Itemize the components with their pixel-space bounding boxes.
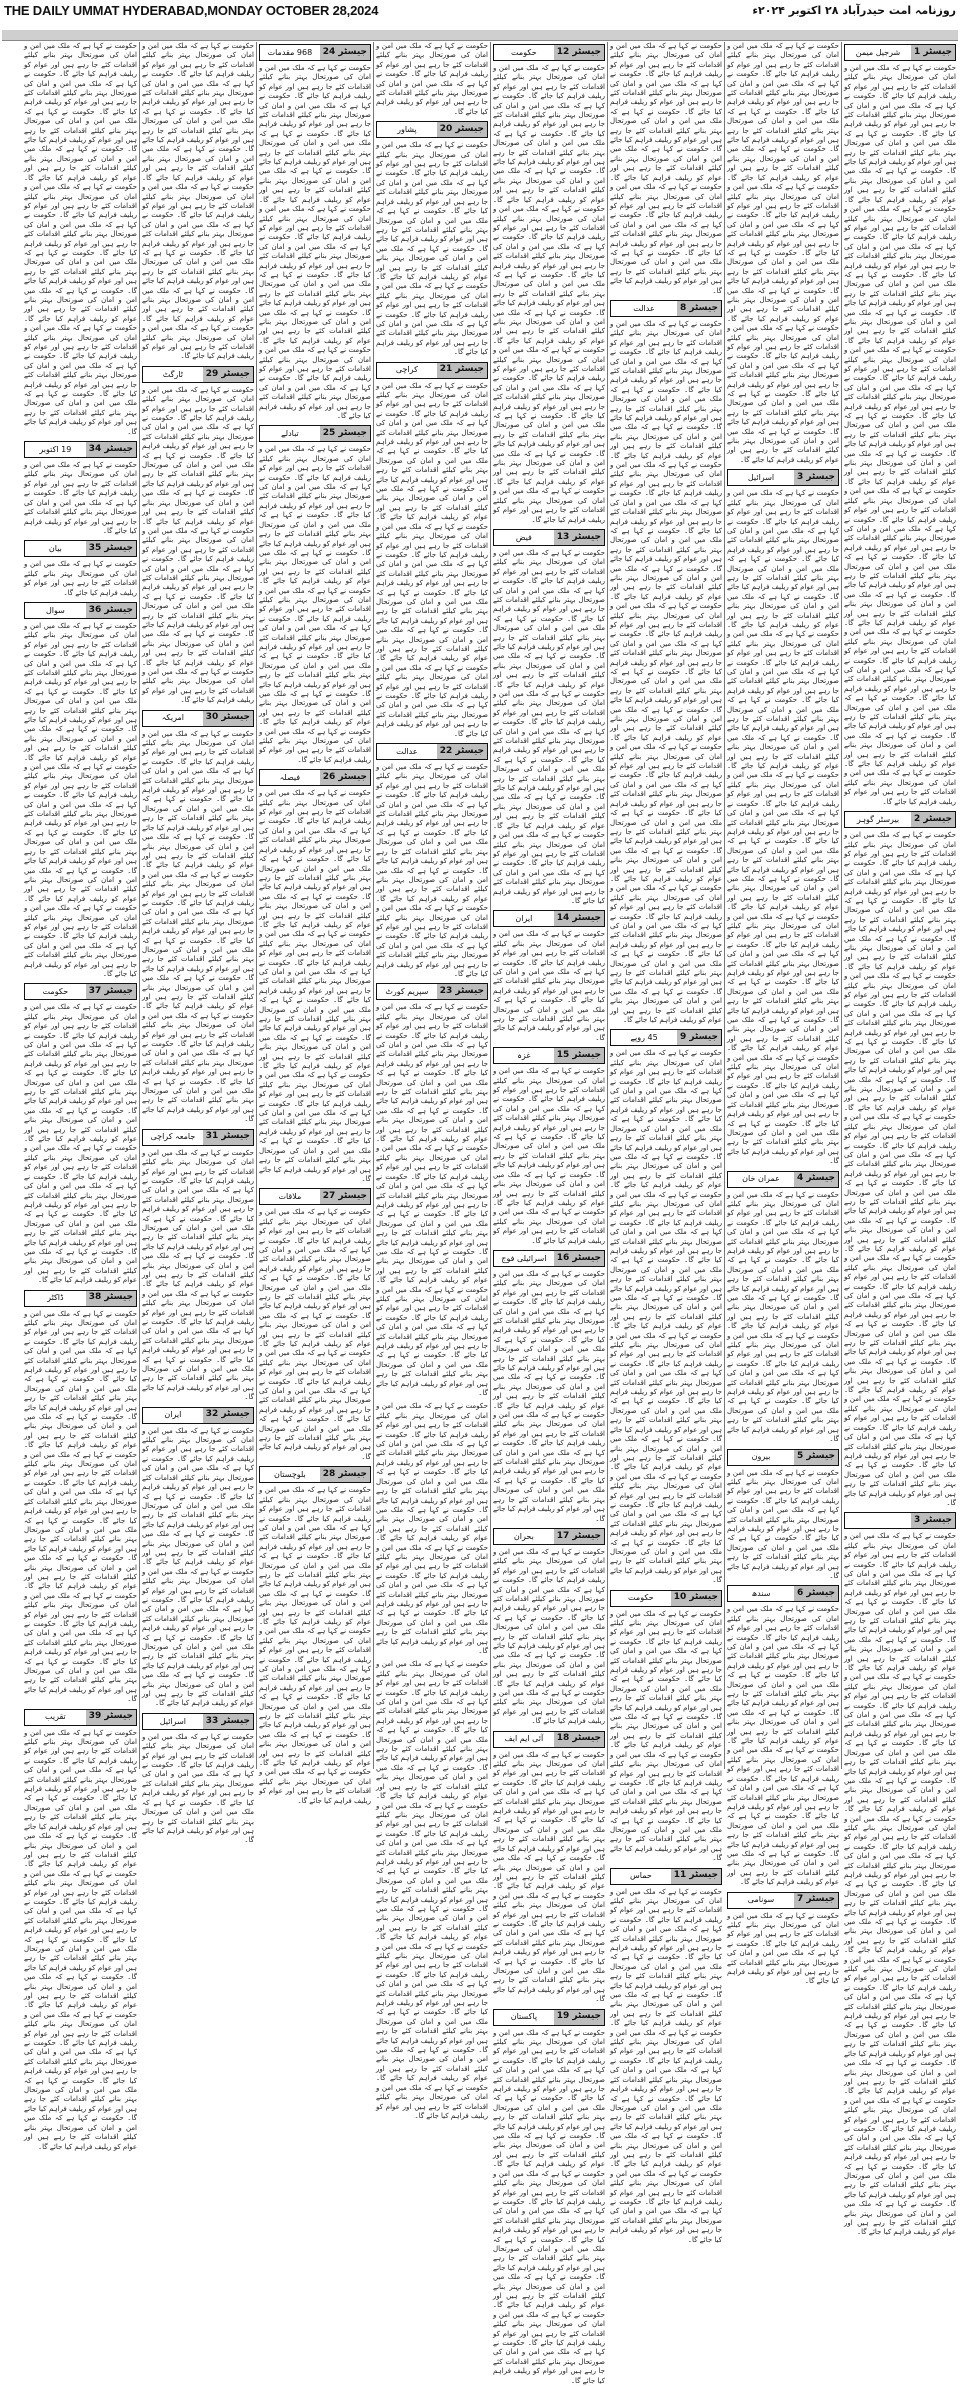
entry-number: جیسٹر 12 (554, 45, 604, 60)
article-body: حکومت نے کہا ہے کہ ملک میں امن و امان کی صورتحال بہتر بنانے کیلئے اقدامات کئے جا رہے ہیں اور عوام کو ریلیف فراہم کیا جائے گا۔ (24, 560, 137, 597)
entry-number: جیسٹر 37 (86, 984, 136, 999)
entry-number: جیسٹر 14 (554, 911, 604, 926)
article-body: حکومت نے کہا ہے کہ ملک میں امن و امان کی صورتحال بہتر بنانے کیلئے اقدامات کئے جا رہے ہیں اور عوام کو ریلیف فراہم کیا جائے گا۔ حکومت نے کہا ہے کہ ملک میں امن و امان کی صورتحال بہتر بنانے کیلئے اقدامات کئے جا رہے ہیں اور عوام کو ریلیف فراہم کیا جائے گا۔ حکومت نے کہا ہے کہ ملک میں امن و امان کی صورتحال بہتر بنانے کیلئے اقدامات کئے جا رہے ہیں اور عوام کو ریلیف فراہم کیا جائے گا۔ حکومت نے کہا ہے کہ ملک میں امن و امان کی صورتحال بہتر بنانے کیلئے اقدامات کئے جا رہے ہیں اور عوام کو ریلیف فراہم کیا جائے گا۔ حکومت نے کہا ہے کہ ملک میں امن و امان کی صورتحال بہتر بنانے کیلئے اقدامات کئے جا رہے ہیں اور عوام کو ریلیف فراہم کیا جائے گا۔ حکومت نے کہا ہے کہ ملک میں امن و امان کی صورتحال بہتر بنانے کیلئے اقدامات کئے جا رہے ہیں اور عوام کو ریلیف فراہم کیا جائے گا۔ حکومت نے کہا ہے کہ ملک میں امن و امان کی صورتحال بہتر بنانے کیلئے اقدامات کئے جا رہے ہیں اور عوام کو ریلیف فراہم کیا جائے گا۔ حکومت نے کہا ہے کہ ملک میں امن و امان کی صورتحال بہتر بنانے کیلئے اقدامات کئے جا رہے ہیں اور عوام کو ریلیف فراہم کیا جائے گا۔ حکومت نے کہا ہے کہ ملک میں امن و امان کی صورتحال بہتر بنانے کیلئے اقدامات کئے جا رہے ہیں اور عوام کو ریلیف فراہم کیا جائے گا۔ حکومت نے کہا ہے کہ ملک میں امن و امان کی صورتحال بہتر بنانے کیلئے اقدامات کئے جا رہے ہیں اور عوام کو ریلیف فراہم کیا جائے گا۔ حکومت نے کہا ہے کہ ملک میں امن و امان کی صورتحال بہتر بنانے کیلئے اقدامات کئے جا رہے ہیں اور عوام کو ریلیف فراہم کیا جائے گا۔ حکومت نے کہا ہے کہ ملک میں امن و امان کی صورتحال بہتر بنانے کیلئے اقدامات کئے جا رہے ہیں اور عوام کو ریلیف فراہم کیا جائے گا۔ حکومت نے کہا ہے کہ ملک میں امن و امان کی صورتحال بہتر بنانے کیلئے اقدامات کئے جا رہے ہیں اور عوام کو ریلیف فراہم کیا جائے گا۔ حکومت نے کہا ہے کہ ملک میں امن و امان کی صورتحال بہتر بنانے کیلئے اقدامات کئے جا رہے ہیں اور عوام کو ریلیف فراہم کیا جائے گا۔ حکومت نے کہا ہے کہ ملک میں امن و امان کی صورتحال بہتر بنانے کیلئے اقدامات کئے جا رہے ہیں اور عوام کو ریلیف فراہم کیا جائے گا۔ حکومت نے کہا ہے کہ ملک میں امن و امان کی صورتحال بہتر بنانے کیلئے اقدامات کئے جا رہے ہیں اور عوام کو ریلیف فراہم کیا جائے گا۔ حکومت نے کہا ہے کہ ملک میں امن و امان کی صورتحال بہتر بنانے کیلئے اقدامات کئے جا رہے ہیں اور عوام کو ریلیف فراہم کیا جائے گا۔ حکومت نے کہا ہے کہ ملک میں امن و امان کی صورتحال بہتر بنانے کیلئے اقدامات کئے جا رہے ہیں اور عوام کو ریلیف فراہم کیا جائے گا۔ حکومت نے کہا ہے کہ ملک میں امن و امان کی صورتحال بہتر بنانے کیلئے اقدامات کئے جا رہے ہیں اور عوام کو ریلیف فراہم کیا جائے گا۔ حکومت نے کہا ہے کہ ملک میں امن و امان کی صورتحال بہتر بنانے کیلئے اقدامات کئے جا رہے ہیں اور عوام کو ریلیف فراہم کیا جائے گا۔ (610, 319, 722, 1025)
article-header (493, 1528, 605, 1545)
article-title: امریکہ (161, 713, 184, 723)
article-body: حکومت نے کہا ہے کہ ملک میں امن و امان کی صورتحال بہتر بنانے کیلئے اقدامات کئے جا رہے ہیں اور عوام کو ریلیف فراہم کیا جائے گا۔ حکومت نے کہا ہے کہ ملک میں امن و امان کی صورتحال بہتر بنانے کیلئے اقدامات کئے جا رہے ہیں اور عوام کو ریلیف فراہم کیا جائے گا۔ حکومت نے کہا ہے کہ ملک میں امن و امان کی صورتحال بہتر بنانے کیلئے اقدامات کئے جا رہے ہیں اور عوام کو ریلیف فراہم کیا جائے گا۔ حکومت نے کہا ہے کہ ملک میں امن و امان کی صورتحال بہتر بنانے کیلئے اقدامات کئے جا رہے ہیں اور عوام کو ریلیف فراہم کیا جائے گا۔ حکومت نے کہا ہے کہ ملک میں امن و امان کی صورتحال بہتر بنانے کیلئے اقدامات کئے جا رہے ہیں اور عوام کو ریلیف فراہم کیا جائے گا۔ حکومت نے کہا ہے کہ ملک میں امن و امان کی صورتحال بہتر بنانے کیلئے اقدامات کئے جا رہے ہیں اور عوام کو ریلیف فراہم کیا جائے گا۔ حکومت نے کہا ہے کہ ملک میں امن و امان کی صورتحال بہتر بنانے کیلئے اقدامات کئے جا رہے ہیں اور عوام کو ریلیف فراہم کیا جائے گا۔ حکومت نے کہا ہے کہ ملک میں امن و امان کی صورتحال بہتر بنانے کیلئے اقدامات کئے جا رہے ہیں اور عوام کو ریلیف فراہم کیا جائے گا۔ حکومت نے کہا ہے کہ ملک میں امن و امان کی صورتحال بہتر بنانے کیلئے اقدامات کئے جا رہے ہیں اور عوام کو ریلیف فراہم کیا جائے گا۔ (259, 445, 371, 764)
news-article (610, 1868, 722, 2245)
article-header (844, 1512, 956, 1529)
news-column (490, 42, 607, 2385)
entry-number: جیسٹر 21 (437, 363, 487, 378)
entry-number: جیسٹر 1 (911, 45, 955, 60)
article-title: آئی ایم ایف (504, 1734, 544, 1744)
entry-number: جیسٹر 26 (320, 770, 370, 785)
entry-number: جیسٹر 29 (203, 367, 253, 382)
entry-number: جیسٹر 17 (554, 1529, 604, 1544)
article-title: بلوچستان (273, 1470, 306, 1480)
news-article (493, 2009, 605, 2386)
entry-number: جیسٹر 24 (320, 45, 370, 60)
article-body: حکومت نے کہا ہے کہ ملک میں امن و امان کی صورتحال بہتر بنانے کیلئے اقدامات کئے جا رہے ہیں اور عوام کو ریلیف فراہم کیا جائے گا۔ حکومت نے کہا ہے کہ ملک میں امن و امان کی صورتحال بہتر بنانے کیلئے اقدامات کئے جا رہے ہیں اور عوام کو ریلیف فراہم کیا جائے گا۔ حکومت نے کہا ہے کہ ملک میں امن و امان کی صورتحال بہتر بنانے کیلئے اقدامات کئے جا رہے ہیں اور عوام کو ریلیف فراہم کیا جائے گا۔ حکومت نے کہا ہے کہ ملک میں امن و امان کی صورتحال بہتر بنانے کیلئے اقدامات کئے جا رہے ہیں اور عوام کو ریلیف فراہم کیا جائے گا۔ حکومت نے کہا ہے کہ ملک میں امن و امان کی صورتحال بہتر بنانے کیلئے اقدامات کئے جا رہے ہیں اور عوام کو ریلیف فراہم کیا جائے گا۔ حکومت نے کہا ہے کہ ملک میں امن و امان کی صورتحال بہتر بنانے کیلئے اقدامات کئے جا رہے ہیں اور عوام کو ریلیف فراہم کیا جائے گا۔ حکومت نے کہا ہے کہ ملک میں امن و امان کی صورتحال بہتر بنانے کیلئے اقدامات کئے جا رہے ہیں اور عوام کو ریلیف فراہم کیا جائے گا۔ (610, 42, 722, 295)
news-article (610, 42, 722, 296)
news-article (493, 1731, 605, 2005)
entry-number: جیسٹر 9 (677, 1030, 721, 1045)
article-title: حکومت (511, 47, 537, 57)
article-body: حکومت نے کہا ہے کہ ملک میں امن و امان کی صورتحال بہتر بنانے کیلئے اقدامات کئے جا رہے ہیں اور عوام کو ریلیف فراہم کیا جائے گا۔ حکومت نے کہا ہے کہ ملک میں امن و امان کی صورتحال بہتر بنانے کیلئے اقدامات کئے جا رہے ہیں اور عوام کو ریلیف فراہم کیا جائے گا۔ حکومت نے کہا ہے کہ ملک میں امن و امان کی صورتحال بہتر بنانے کیلئے اقدامات کئے جا رہے ہیں اور عوام کو ریلیف فراہم کیا جائے گا۔ حکومت نے کہا ہے کہ ملک میں امن و امان کی صورتحال بہتر بنانے کیلئے اقدامات کئے جا رہے ہیں اور عوام کو ریلیف فراہم کیا جائے گا۔ حکومت نے کہا ہے کہ ملک میں امن و امان کی صورتحال بہتر بنانے کیلئے اقدامات کئے جا رہے ہیں اور عوام کو ریلیف فراہم کیا جائے گا۔ حکومت نے کہا ہے کہ ملک میں امن و امان کی صورتحال بہتر بنانے کیلئے اقدامات کئے جا رہے ہیں اور عوام کو ریلیف فراہم کیا جائے گا۔ حکومت نے کہا ہے کہ ملک میں امن و امان کی صورتحال بہتر بنانے کیلئے اقدامات کئے جا رہے ہیں اور عوام کو ریلیف فراہم کیا جائے گا۔ (259, 1208, 371, 1461)
news-article (493, 1528, 605, 1727)
article-header (493, 910, 605, 927)
article-title: شرجیل میمن (855, 47, 901, 57)
entry-number: جیسٹر 20 (437, 122, 487, 137)
article-body: حکومت نے کہا ہے کہ ملک میں امن و امان کی صورتحال بہتر بنانے کیلئے اقدامات کئے جا رہے ہیں اور عوام کو ریلیف فراہم کیا جائے گا۔ حکومت نے کہا ہے کہ ملک میں امن و امان کی صورتحال بہتر بنانے کیلئے اقدامات کئے جا رہے ہیں اور عوام کو ریلیف فراہم کیا جائے گا۔ حکومت نے کہا ہے کہ ملک میں امن و امان کی صورتحال بہتر بنانے کیلئے اقدامات کئے جا رہے ہیں اور عوام کو ریلیف فراہم کیا جائے گا۔ حکومت نے کہا ہے کہ ملک میں امن و امان کی صورتحال بہتر بنانے کیلئے اقدامات کئے جا رہے ہیں اور عوام کو ریلیف فراہم کیا جائے گا۔ حکومت نے کہا ہے کہ ملک میں امن و امان کی صورتحال بہتر بنانے کیلئے اقدامات کئے جا رہے ہیں اور عوام کو ریلیف فراہم کیا جائے گا۔ حکومت نے کہا ہے کہ ملک میں امن و امان کی صورتحال بہتر بنانے کیلئے اقدامات کئے جا رہے ہیں اور عوام کو ریلیف فراہم کیا جائے گا۔ حکومت نے کہا ہے کہ ملک میں امن و امان کی صورتحال بہتر بنانے کیلئے اقدامات کئے جا رہے ہیں اور عوام کو ریلیف فراہم کیا جائے گا۔ (376, 1402, 488, 1655)
header-band (2, 30, 958, 41)
news-article (727, 42, 839, 465)
article-body: حکومت نے کہا ہے کہ ملک میں امن و امان کی صورتحال بہتر بنانے کیلئے اقدامات کئے جا رہے ہیں اور عوام کو ریلیف فراہم کیا جائے گا۔ حکومت نے کہا ہے کہ ملک میں امن و امان کی صورتحال بہتر بنانے کیلئے اقدامات کئے جا رہے ہیں اور عوام کو ریلیف فراہم کیا جائے گا۔ حکومت نے کہا ہے کہ ملک میں امن و امان کی صورتحال بہتر بنانے کیلئے اقدامات کئے جا رہے ہیں اور عوام کو ریلیف فراہم کیا جائے گا۔ حکومت نے کہا ہے کہ ملک میں امن و امان کی صورتحال بہتر بنانے کیلئے اقدامات کئے جا رہے ہیں اور عوام کو ریلیف فراہم کیا جائے گا۔ حکومت نے کہا ہے کہ ملک میں امن و امان کی صورتحال بہتر بنانے کیلئے اقدامات کئے جا رہے ہیں اور عوام کو ریلیف فراہم کیا جائے گا۔ حکومت نے کہا ہے کہ ملک میں امن و امان کی صورتحال بہتر بنانے کیلئے اقدامات کئے جا رہے ہیں اور عوام کو ریلیف فراہم کیا جائے گا۔ حکومت نے کہا ہے کہ ملک میں امن و امان کی صورتحال بہتر بنانے کیلئے اقدامات کئے جا رہے ہیں اور عوام کو ریلیف فراہم کیا جائے گا۔ حکومت نے کہا ہے کہ ملک میں امن و امان کی صورتحال بہتر بنانے کیلئے اقدامات کئے جا رہے ہیں اور عوام کو ریلیف فراہم کیا جائے گا۔ حکومت نے کہا ہے کہ ملک میں امن و امان کی صورتحال بہتر بنانے کیلئے اقدامات کئے جا رہے ہیں اور عوام کو ریلیف فراہم کیا جائے گا۔ حکومت نے کہا ہے کہ ملک میں امن و امان کی صورتحال بہتر بنانے کیلئے اقدامات کئے جا رہے ہیں اور عوام کو ریلیف فراہم کیا جائے گا۔ حکومت نے کہا ہے کہ ملک میں امن و امان کی صورتحال بہتر بنانے کیلئے اقدامات کئے جا رہے ہیں اور عوام کو ریلیف فراہم کیا جائے گا۔ (142, 729, 254, 1124)
news-article (376, 121, 488, 357)
entry-number: جیسٹر 38 (86, 1291, 136, 1306)
article-title: کراچی (395, 365, 418, 375)
entry-number: جیسٹر 39 (86, 1710, 136, 1725)
news-article (259, 769, 371, 1184)
article-header (493, 44, 605, 61)
news-article (844, 1512, 956, 2237)
news-article (259, 425, 371, 765)
article-body: حکومت نے کہا ہے کہ ملک میں امن و امان کی صورتحال بہتر بنانے کیلئے اقدامات کئے جا رہے ہیں اور عوام کو ریلیف فراہم کیا جائے گا۔ حکومت نے کہا ہے کہ ملک میں امن و امان کی صورتحال بہتر بنانے کیلئے اقدامات کئے جا رہے ہیں اور عوام کو ریلیف فراہم کیا جائے گا۔ حکومت نے کہا ہے کہ ملک میں امن و امان کی صورتحال بہتر بنانے کیلئے اقدامات کئے جا رہے ہیں اور عوام کو ریلیف فراہم کیا جائے گا۔ حکومت نے کہا ہے کہ ملک میں امن و امان کی صورتحال بہتر بنانے کیلئے اقدامات کئے جا رہے ہیں اور عوام کو ریلیف فراہم کیا جائے گا۔ حکومت نے کہا ہے کہ ملک میں امن و امان کی صورتحال بہتر بنانے کیلئے اقدامات کئے جا رہے ہیں اور عوام کو ریلیف فراہم کیا جائے گا۔ حکومت نے کہا ہے کہ ملک میں امن و امان کی صورتحال بہتر بنانے کیلئے اقدامات کئے جا رہے ہیں اور عوام کو ریلیف فراہم کیا جائے گا۔ حکومت نے کہا ہے کہ ملک میں امن و امان کی صورتحال بہتر بنانے کیلئے اقدامات کئے جا رہے ہیں اور عوام کو ریلیف فراہم کیا جائے گا۔ (727, 1190, 839, 1444)
article-title: غزہ (517, 1051, 531, 1061)
news-article (259, 1466, 371, 1806)
news-article (259, 44, 371, 421)
article-body: حکومت نے کہا ہے کہ ملک میں امن و امان کی صورتحال بہتر بنانے کیلئے اقدامات کئے جا رہے ہیں اور عوام کو ریلیف فراہم کیا جائے گا۔ حکومت نے کہا ہے کہ ملک میں امن و امان کی صورتحال بہتر بنانے کیلئے اقدامات کئے جا رہے ہیں اور عوام کو ریلیف فراہم کیا جائے گا۔ حکومت نے کہا ہے کہ ملک میں امن و امان کی صورتحال بہتر بنانے کیلئے اقدامات کئے جا رہے ہیں اور عوام کو ریلیف فراہم کیا جائے گا۔ حکومت نے کہا ہے کہ ملک میں امن و امان کی صورتحال بہتر بنانے کیلئے اقدامات کئے جا رہے ہیں اور عوام کو ریلیف فراہم کیا جائے گا۔ حکومت نے کہا ہے کہ ملک میں امن و امان کی صورتحال بہتر بنانے کیلئے اقدامات کئے جا رہے ہیں اور عوام کو ریلیف فراہم کیا جائے گا۔ حکومت نے کہا ہے کہ ملک میں امن و امان کی صورتحال بہتر بنانے کیلئے اقدامات کئے جا رہے ہیں اور عوام کو ریلیف فراہم کیا جائے گا۔ حکومت نے کہا ہے کہ ملک میں امن و امان کی صورتحال بہتر بنانے کیلئے اقدامات کئے جا رہے ہیں اور عوام کو ریلیف فراہم کیا جائے گا۔ حکومت نے کہا ہے کہ ملک میں امن و امان کی صورتحال بہتر بنانے کیلئے اقدامات کئے جا رہے ہیں اور عوام کو ریلیف فراہم کیا جائے گا۔ حکومت نے کہا ہے کہ ملک میں امن و امان کی صورتحال بہتر بنانے کیلئے اقدامات کئے جا رہے ہیں اور عوام کو ریلیف فراہم کیا جائے گا۔ حکومت نے کہا ہے کہ ملک میں امن و امان کی صورتحال بہتر بنانے کیلئے اقدامات کئے جا رہے ہیں اور عوام کو ریلیف فراہم کیا جائے گا۔ حکومت نے کہا ہے کہ ملک میں امن و امان کی صورتحال بہتر بنانے کیلئے اقدامات کئے جا رہے ہیں اور عوام کو ریلیف فراہم کیا جائے گا۔ حکومت نے کہا ہے کہ ملک میں امن و امان کی صورتحال بہتر بنانے کیلئے اقدامات کئے جا رہے ہیں اور عوام کو ریلیف فراہم کیا جائے گا۔ حکومت نے کہا ہے کہ ملک میں امن و امان کی صورتحال بہتر بنانے کیلئے اقدامات کئے جا رہے ہیں اور عوام کو ریلیف فراہم کیا جائے گا۔ (376, 1660, 488, 2120)
entry-number: جیسٹر 3 (794, 470, 838, 485)
article-header (610, 1590, 722, 1607)
news-article (376, 743, 488, 979)
article-body: حکومت نے کہا ہے کہ ملک میں امن و امان کی صورتحال بہتر بنانے کیلئے اقدامات کئے جا رہے ہیں اور عوام کو ریلیف فراہم کیا جائے گا۔ حکومت نے کہا ہے کہ ملک میں امن و امان کی صورتحال بہتر بنانے کیلئے اقدامات کئے جا رہے ہیں اور عوام کو ریلیف فراہم کیا جائے گا۔ حکومت نے کہا ہے کہ ملک میں امن و امان کی صورتحال بہتر بنانے کیلئے اقدامات کئے جا رہے ہیں اور عوام کو ریلیف فراہم کیا جائے گا۔ حکومت نے کہا ہے کہ ملک میں امن و امان کی صورتحال بہتر بنانے کیلئے اقدامات کئے جا رہے ہیں اور عوام کو ریلیف فراہم کیا جائے گا۔ حکومت نے کہا ہے کہ ملک میں امن و امان کی صورتحال بہتر بنانے کیلئے اقدامات کئے جا رہے ہیں اور عوام کو ریلیف فراہم کیا جائے گا۔ حکومت نے کہا ہے کہ ملک میں امن و امان کی صورتحال بہتر بنانے کیلئے اقدامات کئے جا رہے ہیں اور عوام کو ریلیف فراہم کیا جائے گا۔ حکومت نے کہا ہے کہ ملک میں امن و امان کی صورتحال بہتر بنانے کیلئے اقدامات کئے جا رہے ہیں اور عوام کو ریلیف فراہم کیا جائے گا۔ حکومت نے کہا ہے کہ ملک میں امن و امان کی صورتحال بہتر بنانے کیلئے اقدامات کئے جا رہے ہیں اور عوام کو ریلیف فراہم کیا جائے گا۔ حکومت نے کہا ہے کہ ملک میں امن و امان کی صورتحال بہتر بنانے کیلئے اقدامات کئے جا رہے ہیں اور عوام کو ریلیف فراہم کیا جائے گا۔ حکومت نے کہا ہے کہ ملک میں امن و امان کی صورتحال بہتر بنانے کیلئے اقدامات کئے جا رہے ہیں اور عوام کو ریلیف فراہم کیا جائے گا۔ (610, 1887, 722, 2244)
article-title: فیض (515, 532, 532, 542)
article-title: بیرون (751, 1452, 771, 1462)
entry-number: جیسٹر 5 (794, 1450, 838, 1465)
article-title: ڈاکٹر (47, 1293, 64, 1303)
article-header (24, 540, 137, 557)
article-title: ایران (164, 1410, 182, 1420)
article-title: سونامی (747, 1895, 775, 1905)
news-article (727, 1585, 839, 1887)
article-header (376, 362, 488, 379)
article-body: حکومت نے کہا ہے کہ ملک میں امن و امان کی صورتحال بہتر بنانے کیلئے اقدامات کئے جا رہے ہیں اور عوام کو ریلیف فراہم کیا جائے گا۔ حکومت نے کہا ہے کہ ملک میں امن و امان کی صورتحال بہتر بنانے کیلئے اقدامات کئے جا رہے ہیں اور عوام کو ریلیف فراہم کیا جائے گا۔ حکومت نے کہا ہے کہ ملک میں امن و امان کی صورتحال بہتر بنانے کیلئے اقدامات کئے جا رہے ہیں اور عوام کو ریلیف فراہم کیا جائے گا۔ (142, 1732, 254, 1845)
article-body: حکومت نے کہا ہے کہ ملک میں امن و امان کی صورتحال بہتر بنانے کیلئے اقدامات کئے جا رہے ہیں اور عوام کو ریلیف فراہم کیا جائے گا۔ حکومت نے کہا ہے کہ ملک میں امن و امان کی صورتحال بہتر بنانے کیلئے اقدامات کئے جا رہے ہیں اور عوام کو ریلیف فراہم کیا جائے گا۔ حکومت نے کہا ہے کہ ملک میں امن و امان کی صورتحال بہتر بنانے کیلئے اقدامات کئے جا رہے ہیں اور عوام کو ریلیف فراہم کیا جائے گا۔ حکومت نے کہا ہے کہ ملک میں امن و امان کی صورتحال بہتر بنانے کیلئے اقدامات کئے جا رہے ہیں اور عوام کو ریلیف فراہم کیا جائے گا۔ حکومت نے کہا ہے کہ ملک میں امن و امان کی صورتحال بہتر بنانے کیلئے اقدامات کئے جا رہے ہیں اور عوام کو ریلیف فراہم کیا جائے گا۔ حکومت نے کہا ہے کہ ملک میں امن و امان کی صورتحال بہتر بنانے کیلئے اقدامات کئے جا رہے ہیں اور عوام کو ریلیف فراہم کیا جائے گا۔ حکومت نے کہا ہے کہ ملک میں امن و امان کی صورتحال بہتر بنانے کیلئے اقدامات کئے جا رہے ہیں اور عوام کو ریلیف فراہم کیا جائے گا۔ حکومت نے کہا ہے کہ ملک میں امن و امان کی صورتحال بہتر بنانے کیلئے اقدامات کئے جا رہے ہیں اور عوام کو ریلیف فراہم کیا جائے گا۔ حکومت نے کہا ہے کہ ملک میں امن و امان کی صورتحال بہتر بنانے کیلئے اقدامات کئے جا رہے ہیں اور عوام کو ریلیف فراہم کیا جائے گا۔ حکومت نے کہا ہے کہ ملک میں امن و امان کی صورتحال بہتر بنانے کیلئے اقدامات کئے جا رہے ہیں اور عوام کو ریلیف فراہم کیا جائے گا۔ حکومت نے کہا ہے کہ ملک میں امن و امان کی صورتحال بہتر بنانے کیلئے اقدامات کئے جا رہے ہیں اور عوام کو ریلیف فراہم کیا جائے گا۔ حکومت نے کہا ہے کہ ملک میں امن و امان کی صورتحال بہتر بنانے کیلئے اقدامات کئے جا رہے ہیں اور عوام کو ریلیف فراہم کیا جائے گا۔ حکومت نے کہا ہے کہ ملک میں امن و امان کی صورتحال بہتر بنانے کیلئے اقدامات کئے جا رہے ہیں اور عوام کو ریلیف فراہم کیا جائے گا۔ (493, 64, 605, 524)
article-header (493, 1731, 605, 1748)
entry-number: جیسٹر 31 (203, 1130, 253, 1145)
article-header (142, 1713, 254, 1730)
news-article (142, 1713, 254, 1846)
article-body: حکومت نے کہا ہے کہ ملک میں امن و امان کی صورتحال بہتر بنانے کیلئے اقدامات کئے جا رہے ہیں اور عوام کو ریلیف فراہم کیا جائے گا۔ حکومت نے کہا ہے کہ ملک میں امن و امان کی صورتحال بہتر بنانے کیلئے اقدامات کئے جا رہے ہیں اور عوام کو ریلیف فراہم کیا جائے گا۔ حکومت نے کہا ہے کہ ملک میں امن و امان کی صورتحال بہتر بنانے کیلئے اقدامات کئے جا رہے ہیں اور عوام کو ریلیف فراہم کیا جائے گا۔ حکومت نے کہا ہے کہ ملک میں امن و امان کی صورتحال بہتر بنانے کیلئے اقدامات کئے جا رہے ہیں اور عوام کو ریلیف فراہم کیا جائے گا۔ حکومت نے کہا ہے کہ ملک میں امن و امان کی صورتحال بہتر بنانے کیلئے اقدامات کئے جا رہے ہیں اور عوام کو ریلیف فراہم کیا جائے گا۔ حکومت نے کہا ہے کہ ملک میں امن و امان کی صورتحال بہتر بنانے کیلئے اقدامات کئے جا رہے ہیں اور عوام کو ریلیف فراہم کیا جائے گا۔ (376, 763, 488, 978)
article-header (727, 469, 839, 486)
article-body: حکومت نے کہا ہے کہ ملک میں امن و امان کی صورتحال بہتر بنانے کیلئے اقدامات کئے جا رہے ہیں اور عوام کو ریلیف فراہم کیا جائے گا۔ حکومت نے کہا ہے کہ ملک میں امن و امان کی صورتحال بہتر بنانے کیلئے اقدامات کئے جا رہے ہیں اور عوام کو ریلیف فراہم کیا جائے گا۔ حکومت نے کہا ہے کہ ملک میں امن و امان کی صورتحال بہتر بنانے کیلئے اقدامات کئے جا رہے ہیں اور عوام کو ریلیف فراہم کیا جائے گا۔ (727, 1468, 839, 1580)
article-title: ٹارگٹ (162, 369, 183, 379)
article-title: بحران (513, 1531, 534, 1541)
article-body: حکومت نے کہا ہے کہ ملک میں امن و امان کی صورتحال بہتر بنانے کیلئے اقدامات کئے جا رہے ہیں اور عوام کو ریلیف فراہم کیا جائے گا۔ حکومت نے کہا ہے کہ ملک میں امن و امان کی صورتحال بہتر بنانے کیلئے اقدامات کئے جا رہے ہیں اور عوام کو ریلیف فراہم کیا جائے گا۔ حکومت نے کہا ہے کہ ملک میں امن و امان کی صورتحال بہتر بنانے کیلئے اقدامات کئے جا رہے ہیں اور عوام کو ریلیف فراہم کیا جائے گا۔ حکومت نے کہا ہے کہ ملک میں امن و امان کی صورتحال بہتر بنانے کیلئے اقدامات کئے جا رہے ہیں اور عوام کو ریلیف فراہم کیا جائے گا۔ حکومت نے کہا ہے کہ ملک میں امن و امان کی صورتحال بہتر بنانے کیلئے اقدامات کئے جا رہے ہیں اور عوام کو ریلیف فراہم کیا جائے گا۔ حکومت نے کہا ہے کہ ملک میں امن و امان کی صورتحال بہتر بنانے کیلئے اقدامات کئے جا رہے ہیں اور عوام کو ریلیف فراہم کیا جائے گا۔ حکومت نے کہا ہے کہ ملک میں امن و امان کی صورتحال بہتر بنانے کیلئے اقدامات کئے جا رہے ہیں اور عوام کو ریلیف فراہم کیا جائے گا۔ حکومت نے کہا ہے کہ ملک میں امن و امان کی صورتحال بہتر بنانے کیلئے اقدامات کئے جا رہے ہیں اور عوام کو ریلیف فراہم کیا جائے گا۔ حکومت نے کہا ہے کہ ملک میں امن و امان کی صورتحال بہتر بنانے کیلئے اقدامات کئے جا رہے ہیں اور عوام کو ریلیف فراہم کیا جائے گا۔ حکومت نے کہا ہے کہ ملک میں امن و امان کی صورتحال بہتر بنانے کیلئے اقدامات کئے جا رہے ہیں اور عوام کو ریلیف فراہم کیا جائے گا۔ حکومت نے کہا ہے کہ ملک میں امن و امان کی صورتحال بہتر بنانے کیلئے اقدامات کئے جا رہے ہیں اور عوام کو ریلیف فراہم کیا جائے گا۔ حکومت نے کہا ہے کہ ملک میں امن و امان کی صورتحال بہتر بنانے کیلئے اقدامات کئے جا رہے ہیں اور عوام کو ریلیف فراہم کیا جائے گا۔ حکومت نے کہا ہے کہ ملک میں امن و امان کی صورتحال بہتر بنانے کیلئے اقدامات کئے جا رہے ہیں اور عوام کو ریلیف فراہم کیا جائے گا۔ حکومت نے کہا ہے کہ ملک میں امن و امان کی صورتحال بہتر بنانے کیلئے اقدامات کئے جا رہے ہیں اور عوام کو ریلیف فراہم کیا جائے گا۔ حکومت نے کہا ہے کہ ملک میں امن و امان کی صورتحال بہتر بنانے کیلئے اقدامات کئے جا رہے ہیں اور عوام کو ریلیف فراہم کیا جائے گا۔ حکومت نے کہا ہے کہ ملک میں امن و امان کی صورتحال بہتر بنانے کیلئے اقدامات کئے جا رہے ہیں اور عوام کو ریلیف فراہم کیا جائے گا۔ حکومت نے کہا ہے کہ ملک میں امن و امان کی صورتحال بہتر بنانے کیلئے اقدامات کئے جا رہے ہیں اور عوام کو ریلیف فراہم کیا جائے گا۔ حکومت نے کہا ہے کہ ملک میں امن و امان کی صورتحال بہتر بنانے کیلئے اقدامات کئے جا رہے ہیں اور عوام کو ریلیف فراہم کیا جائے گا۔ حکومت نے کہا ہے کہ ملک میں امن و امان کی صورتحال بہتر بنانے کیلئے اقدامات کئے جا رہے ہیں اور عوام کو ریلیف فراہم کیا جائے گا۔ (727, 489, 839, 1166)
entry-number: جیسٹر 32 (203, 1408, 253, 1423)
article-body: حکومت نے کہا ہے کہ ملک میں امن و امان کی صورتحال بہتر بنانے کیلئے اقدامات کئے جا رہے ہیں اور عوام کو ریلیف فراہم کیا جائے گا۔ حکومت نے کہا ہے کہ ملک میں امن و امان کی صورتحال بہتر بنانے کیلئے اقدامات کئے جا رہے ہیں اور عوام کو ریلیف فراہم کیا جائے گا۔ حکومت نے کہا ہے کہ ملک میں امن و امان کی صورتحال بہتر بنانے کیلئے اقدامات کئے جا رہے ہیں اور عوام کو ریلیف فراہم کیا جائے گا۔ حکومت نے کہا ہے کہ ملک میں امن و امان کی صورتحال بہتر بنانے کیلئے اقدامات کئے جا رہے ہیں اور عوام کو ریلیف فراہم کیا جائے گا۔ حکومت نے کہا ہے کہ ملک میں امن و امان کی صورتحال بہتر بنانے کیلئے اقدامات کئے جا رہے ہیں اور عوام کو ریلیف فراہم کیا جائے گا۔ حکومت نے کہا ہے کہ ملک میں امن و امان کی صورتحال بہتر بنانے کیلئے اقدامات کئے جا رہے ہیں اور عوام کو ریلیف فراہم کیا جائے گا۔ حکومت نے کہا ہے کہ ملک میں امن و امان کی صورتحال بہتر بنانے کیلئے اقدامات کئے جا رہے ہیں اور عوام کو ریلیف فراہم کیا جائے گا۔ حکومت نے کہا ہے کہ ملک میں امن و امان کی صورتحال بہتر بنانے کیلئے اقدامات کئے جا رہے ہیں اور عوام کو ریلیف فراہم کیا جائے گا۔ حکومت نے کہا ہے کہ ملک میں امن و امان کی صورتحال بہتر بنانے کیلئے اقدامات کئے جا رہے ہیں اور عوام کو ریلیف فراہم کیا جائے گا۔ حکومت نے کہا ہے کہ ملک میں امن و امان کی صورتحال بہتر بنانے کیلئے اقدامات کئے جا رہے ہیں اور عوام کو ریلیف فراہم کیا جائے گا۔ حکومت نے کہا ہے کہ ملک میں امن و امان کی صورتحال بہتر بنانے کیلئے اقدامات کئے جا رہے ہیں اور عوام کو ریلیف فراہم کیا جائے گا۔ (376, 1003, 488, 1398)
article-body: حکومت نے کہا ہے کہ ملک میں امن و امان کی صورتحال بہتر بنانے کیلئے اقدامات کئے جا رہے ہیں اور عوام کو ریلیف فراہم کیا جائے گا۔ حکومت نے کہا ہے کہ ملک میں امن و امان کی صورتحال بہتر بنانے کیلئے اقدامات کئے جا رہے ہیں اور عوام کو ریلیف فراہم کیا جائے گا۔ حکومت نے کہا ہے کہ ملک میں امن و امان کی صورتحال بہتر بنانے کیلئے اقدامات کئے جا رہے ہیں اور عوام کو ریلیف فراہم کیا جائے گا۔ حکومت نے کہا ہے کہ ملک میں امن و امان کی صورتحال بہتر بنانے کیلئے اقدامات کئے جا رہے ہیں اور عوام کو ریلیف فراہم کیا جائے گا۔ حکومت نے کہا ہے کہ ملک میں امن و امان کی صورتحال بہتر بنانے کیلئے اقدامات کئے جا رہے ہیں اور عوام کو ریلیف فراہم کیا جائے گا۔ (493, 1067, 605, 1245)
article-body: حکومت نے کہا ہے کہ ملک میں امن و امان کی صورتحال بہتر بنانے کیلئے اقدامات کئے جا رہے ہیں اور عوام کو ریلیف فراہم کیا جائے گا۔ حکومت نے کہا ہے کہ ملک میں امن و امان کی صورتحال بہتر بنانے کیلئے اقدامات کئے جا رہے ہیں اور عوام کو ریلیف فراہم کیا جائے گا۔ حکومت نے کہا ہے کہ ملک میں امن و امان کی صورتحال بہتر بنانے کیلئے اقدامات کئے جا رہے ہیں اور عوام کو ریلیف فراہم کیا جائے گا۔ حکومت نے کہا ہے کہ ملک میں امن و امان کی صورتحال بہتر بنانے کیلئے اقدامات کئے جا رہے ہیں اور عوام کو ریلیف فراہم کیا جائے گا۔ حکومت نے کہا ہے کہ ملک میں امن و امان کی صورتحال بہتر بنانے کیلئے اقدامات کئے جا رہے ہیں اور عوام کو ریلیف فراہم کیا جائے گا۔ حکومت نے کہا ہے کہ ملک میں امن و امان کی صورتحال بہتر بنانے کیلئے اقدامات کئے جا رہے ہیں اور عوام کو ریلیف فراہم کیا جائے گا۔ (376, 141, 488, 357)
article-header (24, 602, 137, 619)
article-body: حکومت نے کہا ہے کہ ملک میں امن و امان کی صورتحال بہتر بنانے کیلئے اقدامات کئے جا رہے ہیں اور عوام کو ریلیف فراہم کیا جائے گا۔ حکومت نے کہا ہے کہ ملک میں امن و امان کی صورتحال بہتر بنانے کیلئے اقدامات کئے جا رہے ہیں اور عوام کو ریلیف فراہم کیا جائے گا۔ حکومت نے کہا ہے کہ ملک میں امن و امان کی صورتحال بہتر بنانے کیلئے اقدامات کئے جا رہے ہیں اور عوام کو ریلیف فراہم کیا جائے گا۔ حکومت نے کہا ہے کہ ملک میں امن و امان کی صورتحال بہتر بنانے کیلئے اقدامات کئے جا رہے ہیں اور عوام کو ریلیف فراہم کیا جائے گا۔ حکومت نے کہا ہے کہ ملک میں امن و امان کی صورتحال بہتر بنانے کیلئے اقدامات کئے جا رہے ہیں اور عوام کو ریلیف فراہم کیا جائے گا۔ حکومت نے کہا ہے کہ ملک میں امن و امان کی صورتحال بہتر بنانے کیلئے اقدامات کئے جا رہے ہیں اور عوام کو ریلیف فراہم کیا جائے گا۔ حکومت نے کہا ہے کہ ملک میں امن و امان کی صورتحال بہتر بنانے کیلئے اقدامات کئے جا رہے ہیں اور عوام کو ریلیف فراہم کیا جائے گا۔ حکومت نے کہا ہے کہ ملک میں امن و امان کی صورتحال بہتر بنانے کیلئے اقدامات کئے جا رہے ہیں اور عوام کو ریلیف فراہم کیا جائے گا۔ (142, 1426, 254, 1708)
entry-number: جیسٹر 8 (677, 301, 721, 316)
article-body: حکومت نے کہا ہے کہ ملک میں امن و امان کی صورتحال بہتر بنانے کیلئے اقدامات کئے جا رہے ہیں اور عوام کو ریلیف فراہم کیا جائے گا۔ حکومت نے کہا ہے کہ ملک میں امن و امان کی صورتحال بہتر بنانے کیلئے اقدامات کئے جا رہے ہیں اور عوام کو ریلیف فراہم کیا جائے گا۔ حکومت نے کہا ہے کہ ملک میں امن و امان کی صورتحال بہتر بنانے کیلئے اقدامات کئے جا رہے ہیں اور عوام کو ریلیف فراہم کیا جائے گا۔ حکومت نے کہا ہے کہ ملک میں امن و امان کی صورتحال بہتر بنانے کیلئے اقدامات کئے جا رہے ہیں اور عوام کو ریلیف فراہم کیا جائے گا۔ حکومت نے کہا ہے کہ ملک میں امن و امان کی صورتحال بہتر بنانے کیلئے اقدامات کئے جا رہے ہیں اور عوام کو ریلیف فراہم کیا جائے گا۔ حکومت نے کہا ہے کہ ملک میں امن و امان کی صورتحال بہتر بنانے کیلئے اقدامات کئے جا رہے ہیں اور عوام کو ریلیف فراہم کیا جائے گا۔ حکومت نے کہا ہے کہ ملک میں امن و امان کی صورتحال بہتر بنانے کیلئے اقدامات کئے جا رہے ہیں اور عوام کو ریلیف فراہم کیا جائے گا۔ (493, 1750, 605, 2004)
entry-number: جیسٹر 16 (554, 1251, 604, 1266)
article-body: حکومت نے کہا ہے کہ ملک میں امن و امان کی صورتحال بہتر بنانے کیلئے اقدامات کئے جا رہے ہیں اور عوام کو ریلیف فراہم کیا جائے گا۔ حکومت نے کہا ہے کہ ملک میں امن و امان کی صورتحال بہتر بنانے کیلئے اقدامات کئے جا رہے ہیں اور عوام کو ریلیف فراہم کیا جائے گا۔ حکومت نے کہا ہے کہ ملک میں امن و امان کی صورتحال بہتر بنانے کیلئے اقدامات کئے جا رہے ہیں اور عوام کو ریلیف فراہم کیا جائے گا۔ حکومت نے کہا ہے کہ ملک میں امن و امان کی صورتحال بہتر بنانے کیلئے اقدامات کئے جا رہے ہیں اور عوام کو ریلیف فراہم کیا جائے گا۔ حکومت نے کہا ہے کہ ملک میں امن و امان کی صورتحال بہتر بنانے کیلئے اقدامات کئے جا رہے ہیں اور عوام کو ریلیف فراہم کیا جائے گا۔ (493, 1547, 605, 1726)
article-title: اسرائیل (747, 473, 775, 483)
article-title: سپریم کورٹ (385, 987, 429, 997)
news-article (142, 1129, 254, 1403)
article-header (727, 1449, 839, 1466)
article-header (259, 425, 371, 442)
article-title: سندھ (751, 1589, 771, 1599)
article-header (376, 983, 488, 1000)
article-title: عدالت (633, 303, 655, 313)
news-article (24, 441, 137, 536)
entry-number: جیسٹر 18 (554, 1732, 604, 1747)
article-body: حکومت نے کہا ہے کہ ملک میں امن و امان کی صورتحال بہتر بنانے کیلئے اقدامات کئے جا رہے ہیں اور عوام کو ریلیف فراہم کیا جائے گا۔ حکومت نے کہا ہے کہ ملک میں امن و امان کی صورتحال بہتر بنانے کیلئے اقدامات کئے جا رہے ہیں اور عوام کو ریلیف فراہم کیا جائے گا۔ حکومت نے کہا ہے کہ ملک میں امن و امان کی صورتحال بہتر بنانے کیلئے اقدامات کئے جا رہے ہیں اور عوام کو ریلیف فراہم کیا جائے گا۔ حکومت نے کہا ہے کہ ملک میں امن و امان کی صورتحال بہتر بنانے کیلئے اقدامات کئے جا رہے ہیں اور عوام کو ریلیف فراہم کیا جائے گا۔ حکومت نے کہا ہے کہ ملک میں امن و امان کی صورتحال بہتر بنانے کیلئے اقدامات کئے جا رہے ہیں اور عوام کو ریلیف فراہم کیا جائے گا۔ حکومت نے کہا ہے کہ ملک میں امن و امان کی صورتحال بہتر بنانے کیلئے اقدامات کئے جا رہے ہیں اور عوام کو ریلیف فراہم کیا جائے گا۔ حکومت نے کہا ہے کہ ملک میں امن و امان کی صورتحال بہتر بنانے کیلئے اقدامات کئے جا رہے ہیں اور عوام کو ریلیف فراہم کیا جائے گا۔ حکومت نے کہا ہے کہ ملک میں امن و امان کی صورتحال بہتر بنانے کیلئے اقدامات کئے جا رہے ہیں اور عوام کو ریلیف فراہم کیا جائے گا۔ حکومت نے کہا ہے کہ ملک میں امن و امان کی صورتحال بہتر بنانے کیلئے اقدامات کئے جا رہے ہیں اور عوام کو ریلیف فراہم کیا جائے گا۔ حکومت نے کہا ہے کہ ملک میں امن و امان کی صورتحال بہتر بنانے کیلئے اقدامات کئے جا رہے ہیں اور عوام کو ریلیف فراہم کیا جائے گا۔ (24, 621, 137, 978)
article-header (24, 441, 137, 458)
article-header (259, 769, 371, 786)
news-article (24, 1290, 137, 1705)
article-header (610, 1029, 722, 1046)
article-header (610, 300, 722, 317)
article-body: حکومت نے کہا ہے کہ ملک میں امن و امان کی صورتحال بہتر بنانے کیلئے اقدامات کئے جا رہے ہیں اور عوام کو ریلیف فراہم کیا جائے گا۔ حکومت نے کہا ہے کہ ملک میں امن و امان کی صورتحال بہتر بنانے کیلئے اقدامات کئے جا رہے ہیں اور عوام کو ریلیف فراہم کیا جائے گا۔ حکومت نے کہا ہے کہ ملک میں امن و امان کی صورتحال بہتر بنانے کیلئے اقدامات کئے جا رہے ہیں اور عوام کو ریلیف فراہم کیا جائے گا۔ حکومت نے کہا ہے کہ ملک میں امن و امان کی صورتحال بہتر بنانے کیلئے اقدامات کئے جا رہے ہیں اور عوام کو ریلیف فراہم کیا جائے گا۔ حکومت نے کہا ہے کہ ملک میں امن و امان کی صورتحال بہتر بنانے کیلئے اقدامات کئے جا رہے ہیں اور عوام کو ریلیف فراہم کیا جائے گا۔ حکومت نے کہا ہے کہ ملک میں امن و امان کی صورتحال بہتر بنانے کیلئے اقدامات کئے جا رہے ہیں اور عوام کو ریلیف فراہم کیا جائے گا۔ حکومت نے کہا ہے کہ ملک میں امن و امان کی صورتحال بہتر بنانے کیلئے اقدامات کئے جا رہے ہیں اور عوام کو ریلیف فراہم کیا جائے گا۔ حکومت نے کہا ہے کہ ملک میں امن و امان کی صورتحال بہتر بنانے کیلئے اقدامات کئے جا رہے ہیں اور عوام کو ریلیف فراہم کیا جائے گا۔ حکومت نے کہا ہے کہ ملک میں امن و امان کی صورتحال بہتر بنانے کیلئے اقدامات کئے جا رہے ہیں اور عوام کو ریلیف فراہم کیا جائے گا۔ حکومت نے کہا ہے کہ ملک میں امن و امان کی صورتحال بہتر بنانے کیلئے اقدامات کئے جا رہے ہیں اور عوام کو ریلیف فراہم کیا جائے گا۔ حکومت نے کہا ہے کہ ملک میں امن و امان کی صورتحال بہتر بنانے کیلئے اقدامات کئے جا رہے ہیں اور عوام کو ریلیف فراہم کیا جائے گا۔ حکومت نے کہا ہے کہ ملک میں امن و امان کی صورتحال بہتر بنانے کیلئے اقدامات کئے جا رہے ہیں اور عوام کو ریلیف فراہم کیا جائے گا۔ (24, 1728, 137, 2151)
article-body: حکومت نے کہا ہے کہ ملک میں امن و امان کی صورتحال بہتر بنانے کیلئے اقدامات کئے جا رہے ہیں اور عوام کو ریلیف فراہم کیا جائے گا۔ حکومت نے کہا ہے کہ ملک میں امن و امان کی صورتحال بہتر بنانے کیلئے اقدامات کئے جا رہے ہیں اور عوام کو ریلیف فراہم کیا جائے گا۔ حکومت نے کہا ہے کہ ملک میں امن و امان کی صورتحال بہتر بنانے کیلئے اقدامات کئے جا رہے ہیں اور عوام کو ریلیف فراہم کیا جائے گا۔ (493, 930, 605, 1042)
article-body: حکومت نے کہا ہے کہ ملک میں امن و امان کی صورتحال بہتر بنانے کیلئے اقدامات کئے جا رہے ہیں اور عوام کو ریلیف فراہم کیا جائے گا۔ حکومت نے کہا ہے کہ ملک میں امن و امان کی صورتحال بہتر بنانے کیلئے اقدامات کئے جا رہے ہیں اور عوام کو ریلیف فراہم کیا جائے گا۔ حکومت نے کہا ہے کہ ملک میں امن و امان کی صورتحال بہتر بنانے کیلئے اقدامات کئے جا رہے ہیں اور عوام کو ریلیف فراہم کیا جائے گا۔ حکومت نے کہا ہے کہ ملک میں امن و امان کی صورتحال بہتر بنانے کیلئے اقدامات کئے جا رہے ہیں اور عوام کو ریلیف فراہم کیا جائے گا۔ حکومت نے کہا ہے کہ ملک میں امن و امان کی صورتحال بہتر بنانے کیلئے اقدامات کئے جا رہے ہیں اور عوام کو ریلیف فراہم کیا جائے گا۔ حکومت نے کہا ہے کہ ملک میں امن و امان کی صورتحال بہتر بنانے کیلئے اقدامات کئے جا رہے ہیں اور عوام کو ریلیف فراہم کیا جائے گا۔ حکومت نے کہا ہے کہ ملک میں امن و امان کی صورتحال بہتر بنانے کیلئے اقدامات کئے جا رہے ہیں اور عوام کو ریلیف فراہم کیا جائے گا۔ حکومت نے کہا ہے کہ ملک میں امن و امان کی صورتحال بہتر بنانے کیلئے اقدامات کئے جا رہے ہیں اور عوام کو ریلیف فراہم کیا جائے گا۔ حکومت نے کہا ہے کہ ملک میں امن و امان کی صورتحال بہتر بنانے کیلئے اقدامات کئے جا رہے ہیں اور عوام کو ریلیف فراہم کیا جائے گا۔ حکومت نے کہا ہے کہ ملک میں امن و امان کی صورتحال بہتر بنانے کیلئے اقدامات کئے جا رہے ہیں اور عوام کو ریلیف فراہم کیا جائے گا۔ حکومت نے کہا ہے کہ ملک میں امن و امان کی صورتحال بہتر بنانے کیلئے اقدامات کئے جا رہے ہیں اور عوام کو ریلیف فراہم کیا جائے گا۔ (24, 1309, 137, 1704)
news-article (142, 1407, 254, 1709)
entry-number: جیسٹر 15 (554, 1048, 604, 1063)
article-body: حکومت نے کہا ہے کہ ملک میں امن و امان کی صورتحال بہتر بنانے کیلئے اقدامات کئے جا رہے ہیں اور عوام کو ریلیف فراہم کیا جائے گا۔ حکومت نے کہا ہے کہ ملک میں امن و امان کی صورتحال بہتر بنانے کیلئے اقدامات کئے جا رہے ہیں اور عوام کو ریلیف فراہم کیا جائے گا۔ حکومت نے کہا ہے کہ ملک میں امن و امان کی صورتحال بہتر بنانے کیلئے اقدامات کئے جا رہے ہیں اور عوام کو ریلیف فراہم کیا جائے گا۔ حکومت نے کہا ہے کہ ملک میں امن و امان کی صورتحال بہتر بنانے کیلئے اقدامات کئے جا رہے ہیں اور عوام کو ریلیف فراہم کیا جائے گا۔ حکومت نے کہا ہے کہ ملک میں امن و امان کی صورتحال بہتر بنانے کیلئے اقدامات کئے جا رہے ہیں اور عوام کو ریلیف فراہم کیا جائے گا۔ حکومت نے کہا ہے کہ ملک میں امن و امان کی صورتحال بہتر بنانے کیلئے اقدامات کئے جا رہے ہیں اور عوام کو ریلیف فراہم کیا جائے گا۔ حکومت نے کہا ہے کہ ملک میں امن و امان کی صورتحال بہتر بنانے کیلئے اقدامات کئے جا رہے ہیں اور عوام کو ریلیف فراہم کیا جائے گا۔ حکومت نے کہا ہے کہ ملک میں امن و امان کی صورتحال بہتر بنانے کیلئے اقدامات کئے جا رہے ہیں اور عوام کو ریلیف فراہم کیا جائے گا۔ حکومت نے کہا ہے کہ ملک میں امن و امان کی صورتحال بہتر بنانے کیلئے اقدامات کئے جا رہے ہیں اور عوام کو ریلیف فراہم کیا جائے گا۔ (259, 1486, 371, 1805)
news-column (841, 42, 958, 2237)
article-header (142, 1129, 254, 1146)
article-body: حکومت نے کہا ہے کہ ملک میں امن و امان کی صورتحال بہتر بنانے کیلئے اقدامات کئے جا رہے ہیں اور عوام کو ریلیف فراہم کیا جائے گا۔ حکومت نے کہا ہے کہ ملک میں امن و امان کی صورتحال بہتر بنانے کیلئے اقدامات کئے جا رہے ہیں اور عوام کو ریلیف فراہم کیا جائے گا۔ حکومت نے کہا ہے کہ ملک میں امن و امان کی صورتحال بہتر بنانے کیلئے اقدامات کئے جا رہے ہیں اور عوام کو ریلیف فراہم کیا جائے گا۔ حکومت نے کہا ہے کہ ملک میں امن و امان کی صورتحال بہتر بنانے کیلئے اقدامات کئے جا رہے ہیں اور عوام کو ریلیف فراہم کیا جائے گا۔ حکومت نے کہا ہے کہ ملک میں امن و امان کی صورتحال بہتر بنانے کیلئے اقدامات کئے جا رہے ہیں اور عوام کو ریلیف فراہم کیا جائے گا۔ حکومت نے کہا ہے کہ ملک میں امن و امان کی صورتحال بہتر بنانے کیلئے اقدامات کئے جا رہے ہیں اور عوام کو ریلیف فراہم کیا جائے گا۔ حکومت نے کہا ہے کہ ملک میں امن و امان کی صورتحال بہتر بنانے کیلئے اقدامات کئے جا رہے ہیں اور عوام کو ریلیف فراہم کیا جائے گا۔ (493, 1269, 605, 1523)
news-column (373, 42, 490, 2120)
article-header (376, 121, 488, 138)
article-header (259, 1188, 371, 1205)
entry-number: جیسٹر 7 (794, 1893, 838, 1908)
article-title: سوال (45, 605, 65, 615)
entry-number: جیسٹر 36 (86, 603, 136, 618)
article-title: تبادلے (280, 429, 299, 439)
article-header (259, 1466, 371, 1483)
news-article (142, 366, 254, 706)
entry-number: جیسٹر 3 (911, 1513, 955, 1528)
article-title: 45 روپے (630, 1033, 658, 1043)
news-article (24, 42, 137, 437)
article-body: حکومت نے کہا ہے کہ ملک میں امن و امان کی صورتحال بہتر بنانے کیلئے اقدامات کئے جا رہے ہیں اور عوام کو ریلیف فراہم کیا جائے گا۔ حکومت نے کہا ہے کہ ملک میں امن و امان کی صورتحال بہتر بنانے کیلئے اقدامات کئے جا رہے ہیں اور عوام کو ریلیف فراہم کیا جائے گا۔ حکومت نے کہا ہے کہ ملک میں امن و امان کی صورتحال بہتر بنانے کیلئے اقدامات کئے جا رہے ہیں اور عوام کو ریلیف فراہم کیا جائے گا۔ حکومت نے کہا ہے کہ ملک میں امن و امان کی صورتحال بہتر بنانے کیلئے اقدامات کئے جا رہے ہیں اور عوام کو ریلیف فراہم کیا جائے گا۔ حکومت نے کہا ہے کہ ملک میں امن و امان کی صورتحال بہتر بنانے کیلئے اقدامات کئے جا رہے ہیں اور عوام کو ریلیف فراہم کیا جائے گا۔ حکومت نے کہا ہے کہ ملک میں امن و امان کی صورتحال بہتر بنانے کیلئے اقدامات کئے جا رہے ہیں اور عوام کو ریلیف فراہم کیا جائے گا۔ حکومت نے کہا ہے کہ ملک میں امن و امان کی صورتحال بہتر بنانے کیلئے اقدامات کئے جا رہے ہیں اور عوام کو ریلیف فراہم کیا جائے گا۔ حکومت نے کہا ہے کہ ملک میں امن و امان کی صورتحال بہتر بنانے کیلئے اقدامات کئے جا رہے ہیں اور عوام کو ریلیف فراہم کیا جائے گا۔ حکومت نے کہا ہے کہ ملک میں امن و امان کی صورتحال بہتر بنانے کیلئے اقدامات کئے جا رہے ہیں اور عوام کو ریلیف فراہم کیا جائے گا۔ (142, 385, 254, 705)
newspaper-page (2, 42, 958, 2385)
article-body: حکومت نے کہا ہے کہ ملک میں امن و امان کی صورتحال بہتر بنانے کیلئے اقدامات کئے جا رہے ہیں اور عوام کو ریلیف فراہم کیا جائے گا۔ حکومت نے کہا ہے کہ ملک میں امن و امان کی صورتحال بہتر بنانے کیلئے اقدامات کئے جا رہے ہیں اور عوام کو ریلیف فراہم کیا جائے گا۔ حکومت نے کہا ہے کہ ملک میں امن و امان کی صورتحال بہتر بنانے کیلئے اقدامات کئے جا رہے ہیں اور عوام کو ریلیف فراہم کیا جائے گا۔ حکومت نے کہا ہے کہ ملک میں امن و امان کی صورتحال بہتر بنانے کیلئے اقدامات کئے جا رہے ہیں اور عوام کو ریلیف فراہم کیا جائے گا۔ حکومت نے کہا ہے کہ ملک میں امن و امان کی صورتحال بہتر بنانے کیلئے اقدامات کئے جا رہے ہیں اور عوام کو ریلیف فراہم کیا جائے گا۔ حکومت نے کہا ہے کہ ملک میں امن و امان کی صورتحال بہتر بنانے کیلئے اقدامات کئے جا رہے ہیں اور عوام کو ریلیف فراہم کیا جائے گا۔ حکومت نے کہا ہے کہ ملک میں امن و امان کی صورتحال بہتر بنانے کیلئے اقدامات کئے جا رہے ہیں اور عوام کو ریلیف فراہم کیا جائے گا۔ حکومت نے کہا ہے کہ ملک میں امن و امان کی صورتحال بہتر بنانے کیلئے اقدامات کئے جا رہے ہیں اور عوام کو ریلیف فراہم کیا جائے گا۔ حکومت نے کہا ہے کہ ملک میں امن و امان کی صورتحال بہتر بنانے کیلئے اقدامات کئے جا رہے ہیں اور عوام کو ریلیف فراہم کیا جائے گا۔ حکومت نے کہا ہے کہ ملک میں امن و امان کی صورتحال بہتر بنانے کیلئے اقدامات کئے جا رہے ہیں اور عوام کو ریلیف فراہم کیا جائے گا۔ حکومت نے کہا ہے کہ ملک میں امن و امان کی صورتحال بہتر بنانے کیلئے اقدامات کئے جا رہے ہیں اور عوام کو ریلیف فراہم کیا جائے گا۔ (24, 42, 137, 436)
entry-number: جیسٹر 11 (671, 1869, 721, 1884)
news-article (493, 44, 605, 525)
entry-number: جیسٹر 13 (554, 530, 604, 545)
article-body: حکومت نے کہا ہے کہ ملک میں امن و امان کی صورتحال بہتر بنانے کیلئے اقدامات کئے جا رہے ہیں اور عوام کو ریلیف فراہم کیا جائے گا۔ حکومت نے کہا ہے کہ ملک میں امن و امان کی صورتحال بہتر بنانے کیلئے اقدامات کئے جا رہے ہیں اور عوام کو ریلیف فراہم کیا جائے گا۔ حکومت نے کہا ہے کہ ملک میں امن و امان کی صورتحال بہتر بنانے کیلئے اقدامات کئے جا رہے ہیں اور عوام کو ریلیف فراہم کیا جائے گا۔ حکومت نے کہا ہے کہ ملک میں امن و امان کی صورتحال بہتر بنانے کیلئے اقدامات کئے جا رہے ہیں اور عوام کو ریلیف فراہم کیا جائے گا۔ حکومت نے کہا ہے کہ ملک میں امن و امان کی صورتحال بہتر بنانے کیلئے اقدامات کئے جا رہے ہیں اور عوام کو ریلیف فراہم کیا جائے گا۔ حکومت نے کہا ہے کہ ملک میں امن و امان کی صورتحال بہتر بنانے کیلئے اقدامات کئے جا رہے ہیں اور عوام کو ریلیف فراہم کیا جائے گا۔ حکومت نے کہا ہے کہ ملک میں امن و امان کی صورتحال بہتر بنانے کیلئے اقدامات کئے جا رہے ہیں اور عوام کو ریلیف فراہم کیا جائے گا۔ حکومت نے کہا ہے کہ ملک میں امن و امان کی صورتحال بہتر بنانے کیلئے اقدامات کئے جا رہے ہیں اور عوام کو ریلیف فراہم کیا جائے گا۔ (727, 1605, 839, 1887)
article-body: حکومت نے کہا ہے کہ ملک میں امن و امان کی صورتحال بہتر بنانے کیلئے اقدامات کئے جا رہے ہیں اور عوام کو ریلیف فراہم کیا جائے گا۔ حکومت نے کہا ہے کہ ملک میں امن و امان کی صورتحال بہتر بنانے کیلئے اقدامات کئے جا رہے ہیں اور عوام کو ریلیف فراہم کیا جائے گا۔ حکومت نے کہا ہے کہ ملک میں امن و امان کی صورتحال بہتر بنانے کیلئے اقدامات کئے جا رہے ہیں اور عوام کو ریلیف فراہم کیا جائے گا۔ حکومت نے کہا ہے کہ ملک میں امن و امان کی صورتحال بہتر بنانے کیلئے اقدامات کئے جا رہے ہیں اور عوام کو ریلیف فراہم کیا جائے گا۔ حکومت نے کہا ہے کہ ملک میں امن و امان کی صورتحال بہتر بنانے کیلئے اقدامات کئے جا رہے ہیں اور عوام کو ریلیف فراہم کیا جائے گا۔ حکومت نے کہا ہے کہ ملک میں امن و امان کی صورتحال بہتر بنانے کیلئے اقدامات کئے جا رہے ہیں اور عوام کو ریلیف فراہم کیا جائے گا۔ حکومت نے کہا ہے کہ ملک میں امن و امان کی صورتحال بہتر بنانے کیلئے اقدامات کئے جا رہے ہیں اور عوام کو ریلیف فراہم کیا جائے گا۔ حکومت نے کہا ہے کہ ملک میں امن و امان کی صورتحال بہتر بنانے کیلئے اقدامات کئے جا رہے ہیں اور عوام کو ریلیف فراہم کیا جائے گا۔ حکومت نے کہا ہے کہ ملک میں امن و امان کی صورتحال بہتر بنانے کیلئے اقدامات کئے جا رہے ہیں اور عوام کو ریلیف فراہم کیا جائے گا۔ حکومت نے کہا ہے کہ ملک میں امن و امان کی صورتحال بہتر بنانے کیلئے اقدامات کئے جا رہے ہیں اور عوام کو ریلیف فراہم کیا جائے گا۔ حکومت نے کہا ہے کہ ملک میں امن و امان کی صورتحال بہتر بنانے کیلئے اقدامات کئے جا رہے ہیں اور عوام کو ریلیف فراہم کیا جائے گا۔ حکومت نے کہا ہے کہ ملک میں امن و امان کی صورتحال بہتر بنانے کیلئے اقدامات کئے جا رہے ہیں اور عوام کو ریلیف فراہم کیا جائے گا۔ حکومت نے کہا ہے کہ ملک میں امن و امان کی صورتحال بہتر بنانے کیلئے اقدامات کئے جا رہے ہیں اور عوام کو ریلیف فراہم کیا جائے گا۔ حکومت نے کہا ہے کہ ملک میں امن و امان کی صورتحال بہتر بنانے کیلئے اقدامات کئے جا رہے ہیں اور عوام کو ریلیف فراہم کیا جائے گا۔ حکومت نے کہا ہے کہ ملک میں امن و امان کی صورتحال بہتر بنانے کیلئے اقدامات کئے جا رہے ہیں اور عوام کو ریلیف فراہم کیا جائے گا۔ حکومت نے کہا ہے کہ ملک میں امن و امان کی صورتحال بہتر بنانے کیلئے اقدامات کئے جا رہے ہیں اور عوام کو ریلیف فراہم کیا جائے گا۔ حکومت نے کہا ہے کہ ملک میں امن و امان کی صورتحال بہتر بنانے کیلئے اقدامات کئے جا رہے ہیں اور عوام کو ریلیف فراہم کیا جائے گا۔ حکومت نے کہا ہے کہ ملک میں امن و امان کی صورتحال بہتر بنانے کیلئے اقدامات کئے جا رہے ہیں اور عوام کو ریلیف فراہم کیا جائے گا۔ حکومت نے کہا ہے کہ ملک میں امن و امان کی صورتحال بہتر بنانے کیلئے اقدامات کئے جا رہے ہیں اور عوام کو ریلیف فراہم کیا جائے گا۔ (844, 831, 956, 1507)
entry-number: جیسٹر 4 (794, 1172, 838, 1187)
news-article (493, 1250, 605, 1524)
news-article (376, 42, 488, 117)
entry-number: جیسٹر 34 (86, 442, 136, 457)
news-article (727, 469, 839, 1166)
article-title: پشاور (397, 125, 417, 135)
news-article (493, 1047, 605, 1246)
article-title: تقریب (44, 1712, 66, 1722)
news-article (142, 710, 254, 1125)
article-title: حکومت (42, 987, 69, 997)
article-title: عمران خان (742, 1174, 780, 1184)
article-body: حکومت نے کہا ہے کہ ملک میں امن و امان کی صورتحال بہتر بنانے کیلئے اقدامات کئے جا رہے ہیں اور عوام کو ریلیف فراہم کیا جائے گا۔ حکومت نے کہا ہے کہ ملک میں امن و امان کی صورتحال بہتر بنانے کیلئے اقدامات کئے جا رہے ہیں اور عوام کو ریلیف فراہم کیا جائے گا۔ (376, 42, 488, 116)
article-title: فیصلہ (279, 773, 301, 783)
article-body: حکومت نے کہا ہے کہ ملک میں امن و امان کی صورتحال بہتر بنانے کیلئے اقدامات کئے جا رہے ہیں اور عوام کو ریلیف فراہم کیا جائے گا۔ حکومت نے کہا ہے کہ ملک میں امن و امان کی صورتحال بہتر بنانے کیلئے اقدامات کئے جا رہے ہیں اور عوام کو ریلیف فراہم کیا جائے گا۔ حکومت نے کہا ہے کہ ملک میں امن و امان کی صورتحال بہتر بنانے کیلئے اقدامات کئے جا رہے ہیں اور عوام کو ریلیف فراہم کیا جائے گا۔ حکومت نے کہا ہے کہ ملک میں امن و امان کی صورتحال بہتر بنانے کیلئے اقدامات کئے جا رہے ہیں اور عوام کو ریلیف فراہم کیا جائے گا۔ حکومت نے کہا ہے کہ ملک میں امن و امان کی صورتحال بہتر بنانے کیلئے اقدامات کئے جا رہے ہیں اور عوام کو ریلیف فراہم کیا جائے گا۔ حکومت نے کہا ہے کہ ملک میں امن و امان کی صورتحال بہتر بنانے کیلئے اقدامات کئے جا رہے ہیں اور عوام کو ریلیف فراہم کیا جائے گا۔ حکومت نے کہا ہے کہ ملک میں امن و امان کی صورتحال بہتر بنانے کیلئے اقدامات کئے جا رہے ہیں اور عوام کو ریلیف فراہم کیا جائے گا۔ حکومت نے کہا ہے کہ ملک میں امن و امان کی صورتحال بہتر بنانے کیلئے اقدامات کئے جا رہے ہیں اور عوام کو ریلیف فراہم کیا جائے گا۔ حکومت نے کہا ہے کہ ملک میں امن و امان کی صورتحال بہتر بنانے کیلئے اقدامات کئے جا رہے ہیں اور عوام کو ریلیف فراہم کیا جائے گا۔ حکومت نے کہا ہے کہ ملک میں امن و امان کی صورتحال بہتر بنانے کیلئے اقدامات کئے جا رہے ہیں اور عوام کو ریلیف فراہم کیا جائے گا۔ حکومت نے کہا ہے کہ ملک میں امن و امان کی صورتحال بہتر بنانے کیلئے اقدامات کئے جا رہے ہیں اور عوام کو ریلیف فراہم کیا جائے گا۔ (259, 789, 371, 1183)
article-header (24, 1709, 137, 1726)
news-article (727, 1171, 839, 1445)
article-body: حکومت نے کہا ہے کہ ملک میں امن و امان کی صورتحال بہتر بنانے کیلئے اقدامات کئے جا رہے ہیں اور عوام کو ریلیف فراہم کیا جائے گا۔ حکومت نے کہا ہے کہ ملک میں امن و امان کی صورتحال بہتر بنانے کیلئے اقدامات کئے جا رہے ہیں اور عوام کو ریلیف فراہم کیا جائے گا۔ حکومت نے کہا ہے کہ ملک میں امن و امان کی صورتحال بہتر بنانے کیلئے اقدامات کئے جا رہے ہیں اور عوام کو ریلیف فراہم کیا جائے گا۔ حکومت نے کہا ہے کہ ملک میں امن و امان کی صورتحال بہتر بنانے کیلئے اقدامات کئے جا رہے ہیں اور عوام کو ریلیف فراہم کیا جائے گا۔ حکومت نے کہا ہے کہ ملک میں امن و امان کی صورتحال بہتر بنانے کیلئے اقدامات کئے جا رہے ہیں اور عوام کو ریلیف فراہم کیا جائے گا۔ حکومت نے کہا ہے کہ ملک میں امن و امان کی صورتحال بہتر بنانے کیلئے اقدامات کئے جا رہے ہیں اور عوام کو ریلیف فراہم کیا جائے گا۔ حکومت نے کہا ہے کہ ملک میں امن و امان کی صورتحال بہتر بنانے کیلئے اقدامات کئے جا رہے ہیں اور عوام کو ریلیف فراہم کیا جائے گا۔ حکومت نے کہا ہے کہ ملک میں امن و امان کی صورتحال بہتر بنانے کیلئے اقدامات کئے جا رہے ہیں اور عوام کو ریلیف فراہم کیا جائے گا۔ حکومت نے کہا ہے کہ ملک میں امن و امان کی صورتحال بہتر بنانے کیلئے اقدامات کئے جا رہے ہیں اور عوام کو ریلیف فراہم کیا جائے گا۔ حکومت نے کہا ہے کہ ملک میں امن و امان کی صورتحال بہتر بنانے کیلئے اقدامات کئے جا رہے ہیں اور عوام کو ریلیف فراہم کیا جائے گا۔ (259, 64, 371, 421)
article-header (727, 1892, 839, 1909)
news-article (376, 983, 488, 1398)
news-article (142, 42, 254, 362)
article-title: ایران (515, 914, 533, 924)
entry-number: جیسٹر 27 (320, 1189, 370, 1204)
entry-number: جیسٹر 23 (437, 984, 487, 999)
article-header (493, 529, 605, 546)
news-article (727, 1449, 839, 1582)
article-title (845, 1513, 911, 1528)
entry-number: جیسٹر 22 (437, 744, 487, 759)
article-title: اسرائیلی فوج (501, 1253, 547, 1263)
entry-number: جیسٹر 2 (911, 812, 955, 827)
entry-number: جیسٹر 33 (203, 1714, 253, 1729)
article-header (259, 44, 371, 61)
article-header (376, 743, 488, 760)
article-header (844, 811, 956, 828)
news-column (724, 42, 841, 1986)
article-header (727, 1171, 839, 1188)
entry-number: جیسٹر 30 (203, 711, 253, 726)
news-column (139, 42, 256, 1845)
article-title: 19 اکتوبر (39, 444, 72, 454)
article-header (610, 1868, 722, 1885)
news-article (24, 1709, 137, 2152)
news-column (256, 42, 373, 1805)
news-article (376, 362, 488, 739)
article-title: بیرسٹر گوہر (856, 814, 900, 824)
news-article (610, 1029, 722, 1585)
news-article (610, 1590, 722, 1864)
article-header (24, 983, 137, 1000)
article-header (24, 1290, 137, 1307)
article-body: حکومت نے کہا ہے کہ ملک میں امن و امان کی صورتحال بہتر بنانے کیلئے اقدامات کئے جا رہے ہیں اور عوام کو ریلیف فراہم کیا جائے گا۔ حکومت نے کہا ہے کہ ملک میں امن و امان کی صورتحال بہتر بنانے کیلئے اقدامات کئے جا رہے ہیں اور عوام کو ریلیف فراہم کیا جائے گا۔ (24, 461, 137, 535)
entry-number: جیسٹر 10 (671, 1591, 721, 1606)
news-article (610, 300, 722, 1025)
entry-number: جیسٹر 25 (320, 426, 370, 441)
article-title: جامعہ کراچی (150, 1132, 196, 1142)
article-header (727, 1585, 839, 1602)
article-header (142, 1407, 254, 1424)
news-article (493, 529, 605, 906)
masthead (0, 0, 960, 20)
news-article (24, 540, 137, 598)
article-title: عدالت (396, 746, 418, 756)
article-body: حکومت نے کہا ہے کہ ملک میں امن و امان کی صورتحال بہتر بنانے کیلئے اقدامات کئے جا رہے ہیں اور عوام کو ریلیف فراہم کیا جائے گا۔ حکومت نے کہا ہے کہ ملک میں امن و امان کی صورتحال بہتر بنانے کیلئے اقدامات کئے جا رہے ہیں اور عوام کو ریلیف فراہم کیا جائے گا۔ حکومت نے کہا ہے کہ ملک میں امن و امان کی صورتحال بہتر بنانے کیلئے اقدامات کئے جا رہے ہیں اور عوام کو ریلیف فراہم کیا جائے گا۔ حکومت نے کہا ہے کہ ملک میں امن و امان کی صورتحال بہتر بنانے کیلئے اقدامات کئے جا رہے ہیں اور عوام کو ریلیف فراہم کیا جائے گا۔ حکومت نے کہا ہے کہ ملک میں امن و امان کی صورتحال بہتر بنانے کیلئے اقدامات کئے جا رہے ہیں اور عوام کو ریلیف فراہم کیا جائے گا۔ حکومت نے کہا ہے کہ ملک میں امن و امان کی صورتحال بہتر بنانے کیلئے اقدامات کئے جا رہے ہیں اور عوام کو ریلیف فراہم کیا جائے گا۔ حکومت نے کہا ہے کہ ملک میں امن و امان کی صورتحال بہتر بنانے کیلئے اقدامات کئے جا رہے ہیں اور عوام کو ریلیف فراہم کیا جائے گا۔ حکومت نے کہا ہے کہ ملک میں امن و امان کی صورتحال بہتر بنانے کیلئے اقدامات کئے جا رہے ہیں اور عوام کو ریلیف فراہم کیا جائے گا۔ (24, 1003, 137, 1285)
entry-number: جیسٹر 6 (794, 1586, 838, 1601)
news-article (844, 811, 956, 1508)
news-article (259, 1188, 371, 1462)
article-header (493, 1047, 605, 1064)
news-article (844, 44, 956, 807)
article-body: حکومت نے کہا ہے کہ ملک میں امن و امان کی صورتحال بہتر بنانے کیلئے اقدامات کئے جا رہے ہیں اور عوام کو ریلیف فراہم کیا جائے گا۔ حکومت نے کہا ہے کہ ملک میں امن و امان کی صورتحال بہتر بنانے کیلئے اقدامات کئے جا رہے ہیں اور عوام کو ریلیف فراہم کیا جائے گا۔ حکومت نے کہا ہے کہ ملک میں امن و امان کی صورتحال بہتر بنانے کیلئے اقدامات کئے جا رہے ہیں اور عوام کو ریلیف فراہم کیا جائے گا۔ حکومت نے کہا ہے کہ ملک میں امن و امان کی صورتحال بہتر بنانے کیلئے اقدامات کئے جا رہے ہیں اور عوام کو ریلیف فراہم کیا جائے گا۔ حکومت نے کہا ہے کہ ملک میں امن و امان کی صورتحال بہتر بنانے کیلئے اقدامات کئے جا رہے ہیں اور عوام کو ریلیف فراہم کیا جائے گا۔ حکومت نے کہا ہے کہ ملک میں امن و امان کی صورتحال بہتر بنانے کیلئے اقدامات کئے جا رہے ہیں اور عوام کو ریلیف فراہم کیا جائے گا۔ حکومت نے کہا ہے کہ ملک میں امن و امان کی صورتحال بہتر بنانے کیلئے اقدامات کئے جا رہے ہیں اور عوام کو ریلیف فراہم کیا جائے گا۔ (142, 1148, 254, 1402)
article-title: 968 مقدمات (267, 47, 313, 57)
entry-number: جیسٹر 35 (86, 541, 136, 556)
article-header (142, 366, 254, 383)
article-header (493, 2009, 605, 2026)
article-title: پاکستان (510, 2012, 538, 2022)
news-article (493, 910, 605, 1043)
article-body: حکومت نے کہا ہے کہ ملک میں امن و امان کی صورتحال بہتر بنانے کیلئے اقدامات کئے جا رہے ہیں اور عوام کو ریلیف فراہم کیا جائے گا۔ حکومت نے کہا ہے کہ ملک میں امن و امان کی صورتحال بہتر بنانے کیلئے اقدامات کئے جا رہے ہیں اور عوام کو ریلیف فراہم کیا جائے گا۔ حکومت نے کہا ہے کہ ملک میں امن و امان کی صورتحال بہتر بنانے کیلئے اقدامات کئے جا رہے ہیں اور عوام کو ریلیف فراہم کیا جائے گا۔ حکومت نے کہا ہے کہ ملک میں امن و امان کی صورتحال بہتر بنانے کیلئے اقدامات کئے جا رہے ہیں اور عوام کو ریلیف فراہم کیا جائے گا۔ حکومت نے کہا ہے کہ ملک میں امن و امان کی صورتحال بہتر بنانے کیلئے اقدامات کئے جا رہے ہیں اور عوام کو ریلیف فراہم کیا جائے گا۔ حکومت نے کہا ہے کہ ملک میں امن و امان کی صورتحال بہتر بنانے کیلئے اقدامات کئے جا رہے ہیں اور عوام کو ریلیف فراہم کیا جائے گا۔ حکومت نے کہا ہے کہ ملک میں امن و امان کی صورتحال بہتر بنانے کیلئے اقدامات کئے جا رہے ہیں اور عوام کو ریلیف فراہم کیا جائے گا۔ حکومت نے کہا ہے کہ ملک میں امن و امان کی صورتحال بہتر بنانے کیلئے اقدامات کئے جا رہے ہیں اور عوام کو ریلیف فراہم کیا جائے گا۔ حکومت نے کہا ہے کہ ملک میں امن و امان کی صورتحال بہتر بنانے کیلئے اقدامات کئے جا رہے ہیں اور عوام کو ریلیف فراہم کیا جائے گا۔ حکومت نے کہا ہے کہ ملک میں امن و امان کی صورتحال بہتر بنانے کیلئے اقدامات کئے جا رہے ہیں اور عوام کو ریلیف فراہم کیا جائے گا۔ حکومت نے کہا ہے کہ ملک میں امن و امان کی صورتحال بہتر بنانے کیلئے اقدامات کئے جا رہے ہیں اور عوام کو ریلیف فراہم کیا جائے گا۔ حکومت نے کہا ہے کہ ملک میں امن و امان کی صورتحال بہتر بنانے کیلئے اقدامات کئے جا رہے ہیں اور عوام کو ریلیف فراہم کیا جائے گا۔ (727, 42, 839, 464)
article-header (493, 1250, 605, 1267)
article-body: حکومت نے کہا ہے کہ ملک میں امن و امان کی صورتحال بہتر بنانے کیلئے اقدامات کئے جا رہے ہیں اور عوام کو ریلیف فراہم کیا جائے گا۔ حکومت نے کہا ہے کہ ملک میں امن و امان کی صورتحال بہتر بنانے کیلئے اقدامات کئے جا رہے ہیں اور عوام کو ریلیف فراہم کیا جائے گا۔ حکومت نے کہا ہے کہ ملک میں امن و امان کی صورتحال بہتر بنانے کیلئے اقدامات کئے جا رہے ہیں اور عوام کو ریلیف فراہم کیا جائے گا۔ حکومت نے کہا ہے کہ ملک میں امن و امان کی صورتحال بہتر بنانے کیلئے اقدامات کئے جا رہے ہیں اور عوام کو ریلیف فراہم کیا جائے گا۔ حکومت نے کہا ہے کہ ملک میں امن و امان کی صورتحال بہتر بنانے کیلئے اقدامات کئے جا رہے ہیں اور عوام کو ریلیف فراہم کیا جائے گا۔ حکومت نے کہا ہے کہ ملک میں امن و امان کی صورتحال بہتر بنانے کیلئے اقدامات کئے جا رہے ہیں اور عوام کو ریلیف فراہم کیا جائے گا۔ حکومت نے کہا ہے کہ ملک میں امن و امان کی صورتحال بہتر بنانے کیلئے اقدامات کئے جا رہے ہیں اور عوام کو ریلیف فراہم کیا جائے گا۔ (610, 1609, 722, 1863)
article-body: حکومت نے کہا ہے کہ ملک میں امن و امان کی صورتحال بہتر بنانے کیلئے اقدامات کئے جا رہے ہیں اور عوام کو ریلیف فراہم کیا جائے گا۔ حکومت نے کہا ہے کہ ملک میں امن و امان کی صورتحال بہتر بنانے کیلئے اقدامات کئے جا رہے ہیں اور عوام کو ریلیف فراہم کیا جائے گا۔ حکومت نے کہا ہے کہ ملک میں امن و امان کی صورتحال بہتر بنانے کیلئے اقدامات کئے جا رہے ہیں اور عوام کو ریلیف فراہم کیا جائے گا۔ حکومت نے کہا ہے کہ ملک میں امن و امان کی صورتحال بہتر بنانے کیلئے اقدامات کئے جا رہے ہیں اور عوام کو ریلیف فراہم کیا جائے گا۔ حکومت نے کہا ہے کہ ملک میں امن و امان کی صورتحال بہتر بنانے کیلئے اقدامات کئے جا رہے ہیں اور عوام کو ریلیف فراہم کیا جائے گا۔ حکومت نے کہا ہے کہ ملک میں امن و امان کی صورتحال بہتر بنانے کیلئے اقدامات کئے جا رہے ہیں اور عوام کو ریلیف فراہم کیا جائے گا۔ حکومت نے کہا ہے کہ ملک میں امن و امان کی صورتحال بہتر بنانے کیلئے اقدامات کئے جا رہے ہیں اور عوام کو ریلیف فراہم کیا جائے گا۔ حکومت نے کہا ہے کہ ملک میں امن و امان کی صورتحال بہتر بنانے کیلئے اقدامات کئے جا رہے ہیں اور عوام کو ریلیف فراہم کیا جائے گا۔ حکومت نے کہا ہے کہ ملک میں امن و امان کی صورتحال بہتر بنانے کیلئے اقدامات کئے جا رہے ہیں اور عوام کو ریلیف فراہم کیا جائے گا۔ حکومت نے کہا ہے کہ ملک میں امن و امان کی صورتحال بہتر بنانے کیلئے اقدامات کئے جا رہے ہیں اور عوام کو ریلیف فراہم کیا جائے گا۔ حکومت نے کہا ہے کہ ملک میں امن و امان کی صورتحال بہتر بنانے کیلئے اقدامات کئے جا رہے ہیں اور عوام کو ریلیف فراہم کیا جائے گا۔ حکومت نے کہا ہے کہ ملک میں امن و امان کی صورتحال بہتر بنانے کیلئے اقدامات کئے جا رہے ہیں اور عوام کو ریلیف فراہم کیا جائے گا۔ حکومت نے کہا ہے کہ ملک میں امن و امان کی صورتحال بہتر بنانے کیلئے اقدامات کئے جا رہے ہیں اور عوام کو ریلیف فراہم کیا جائے گا۔ حکومت نے کہا ہے کہ ملک میں امن و امان کی صورتحال بہتر بنانے کیلئے اقدامات کئے جا رہے ہیں اور عوام کو ریلیف فراہم کیا جائے گا۔ حکومت نے کہا ہے کہ ملک میں امن و امان کی صورتحال بہتر بنانے کیلئے اقدامات کئے جا رہے ہیں اور عوام کو ریلیف فراہم کیا جائے گا۔ حکومت نے کہا ہے کہ ملک میں امن و امان کی صورتحال بہتر بنانے کیلئے اقدامات کئے جا رہے ہیں اور عوام کو ریلیف فراہم کیا جائے گا۔ حکومت نے کہا ہے کہ ملک میں امن و امان کی صورتحال بہتر بنانے کیلئے اقدامات کئے جا رہے ہیں اور عوام کو ریلیف فراہم کیا جائے گا۔ حکومت نے کہا ہے کہ ملک میں امن و امان کی صورتحال بہتر بنانے کیلئے اقدامات کئے جا رہے ہیں اور عوام کو ریلیف فراہم کیا جائے گا۔ حکومت نے کہا ہے کہ ملک میں امن و امان کی صورتحال بہتر بنانے کیلئے اقدامات کئے جا رہے ہیں اور عوام کو ریلیف فراہم کیا جائے گا۔ حکومت نے کہا ہے کہ ملک میں امن و امان کی صورتحال بہتر بنانے کیلئے اقدامات کئے جا رہے ہیں اور عوام کو ریلیف فراہم کیا جائے گا۔ حکومت نے کہا ہے کہ ملک میں امن و امان کی صورتحال بہتر بنانے کیلئے اقدامات کئے جا رہے ہیں اور عوام کو ریلیف فراہم کیا جائے گا۔ (844, 64, 956, 806)
article-body: حکومت نے کہا ہے کہ ملک میں امن و امان کی صورتحال بہتر بنانے کیلئے اقدامات کئے جا رہے ہیں اور عوام کو ریلیف فراہم کیا جائے گا۔ حکومت نے کہا ہے کہ ملک میں امن و امان کی صورتحال بہتر بنانے کیلئے اقدامات کئے جا رہے ہیں اور عوام کو ریلیف فراہم کیا جائے گا۔ حکومت نے کہا ہے کہ ملک میں امن و امان کی صورتحال بہتر بنانے کیلئے اقدامات کئے جا رہے ہیں اور عوام کو ریلیف فراہم کیا جائے گا۔ حکومت نے کہا ہے کہ ملک میں امن و امان کی صورتحال بہتر بنانے کیلئے اقدامات کئے جا رہے ہیں اور عوام کو ریلیف فراہم کیا جائے گا۔ حکومت نے کہا ہے کہ ملک میں امن و امان کی صورتحال بہتر بنانے کیلئے اقدامات کئے جا رہے ہیں اور عوام کو ریلیف فراہم کیا جائے گا۔ حکومت نے کہا ہے کہ ملک میں امن و امان کی صورتحال بہتر بنانے کیلئے اقدامات کئے جا رہے ہیں اور عوام کو ریلیف فراہم کیا جائے گا۔ حکومت نے کہا ہے کہ ملک میں امن و امان کی صورتحال بہتر بنانے کیلئے اقدامات کئے جا رہے ہیں اور عوام کو ریلیف فراہم کیا جائے گا۔ حکومت نے کہا ہے کہ ملک میں امن و امان کی صورتحال بہتر بنانے کیلئے اقدامات کئے جا رہے ہیں اور عوام کو ریلیف فراہم کیا جائے گا۔ حکومت نے کہا ہے کہ ملک میں امن و امان کی صورتحال بہتر بنانے کیلئے اقدامات کئے جا رہے ہیں اور عوام کو ریلیف فراہم کیا جائے گا۔ حکومت نے کہا ہے کہ ملک میں امن و امان کی صورتحال بہتر بنانے کیلئے اقدامات کئے جا رہے ہیں اور عوام کو ریلیف فراہم کیا جائے گا۔ (493, 2028, 605, 2385)
masthead-english: THE DAILY UMMAT HYDERABAD,MONDAY OCTOBER 28,2024 (4, 2, 379, 18)
news-article (24, 983, 137, 1285)
article-title: بیان (48, 544, 62, 554)
news-article (376, 1402, 488, 1656)
news-article (24, 602, 137, 979)
news-article (376, 1660, 488, 2121)
article-body: حکومت نے کہا ہے کہ ملک میں امن و امان کی صورتحال بہتر بنانے کیلئے اقدامات کئے جا رہے ہیں اور عوام کو ریلیف فراہم کیا جائے گا۔ حکومت نے کہا ہے کہ ملک میں امن و امان کی صورتحال بہتر بنانے کیلئے اقدامات کئے جا رہے ہیں اور عوام کو ریلیف فراہم کیا جائے گا۔ حکومت نے کہا ہے کہ ملک میں امن و امان کی صورتحال بہتر بنانے کیلئے اقدامات کئے جا رہے ہیں اور عوام کو ریلیف فراہم کیا جائے گا۔ حکومت نے کہا ہے کہ ملک میں امن و امان کی صورتحال بہتر بنانے کیلئے اقدامات کئے جا رہے ہیں اور عوام کو ریلیف فراہم کیا جائے گا۔ حکومت نے کہا ہے کہ ملک میں امن و امان کی صورتحال بہتر بنانے کیلئے اقدامات کئے جا رہے ہیں اور عوام کو ریلیف فراہم کیا جائے گا۔ حکومت نے کہا ہے کہ ملک میں امن و امان کی صورتحال بہتر بنانے کیلئے اقدامات کئے جا رہے ہیں اور عوام کو ریلیف فراہم کیا جائے گا۔ حکومت نے کہا ہے کہ ملک میں امن و امان کی صورتحال بہتر بنانے کیلئے اقدامات کئے جا رہے ہیں اور عوام کو ریلیف فراہم کیا جائے گا۔ حکومت نے کہا ہے کہ ملک میں امن و امان کی صورتحال بہتر بنانے کیلئے اقدامات کئے جا رہے ہیں اور عوام کو ریلیف فراہم کیا جائے گا۔ حکومت نے کہا ہے کہ ملک میں امن و امان کی صورتحال بہتر بنانے کیلئے اقدامات کئے جا رہے ہیں اور عوام کو ریلیف فراہم کیا جائے گا۔ حکومت نے کہا ہے کہ ملک میں امن و امان کی صورتحال بہتر بنانے کیلئے اقدامات کئے جا رہے ہیں اور عوام کو ریلیف فراہم کیا جائے گا۔ (376, 381, 488, 738)
article-body: حکومت نے کہا ہے کہ ملک میں امن و امان کی صورتحال بہتر بنانے کیلئے اقدامات کئے جا رہے ہیں اور عوام کو ریلیف فراہم کیا جائے گا۔ حکومت نے کہا ہے کہ ملک میں امن و امان کی صورتحال بہتر بنانے کیلئے اقدامات کئے جا رہے ہیں اور عوام کو ریلیف فراہم کیا جائے گا۔ حکومت نے کہا ہے کہ ملک میں امن و امان کی صورتحال بہتر بنانے کیلئے اقدامات کئے جا رہے ہیں اور عوام کو ریلیف فراہم کیا جائے گا۔ حکومت نے کہا ہے کہ ملک میں امن و امان کی صورتحال بہتر بنانے کیلئے اقدامات کئے جا رہے ہیں اور عوام کو ریلیف فراہم کیا جائے گا۔ حکومت نے کہا ہے کہ ملک میں امن و امان کی صورتحال بہتر بنانے کیلئے اقدامات کئے جا رہے ہیں اور عوام کو ریلیف فراہم کیا جائے گا۔ حکومت نے کہا ہے کہ ملک میں امن و امان کی صورتحال بہتر بنانے کیلئے اقدامات کئے جا رہے ہیں اور عوام کو ریلیف فراہم کیا جائے گا۔ حکومت نے کہا ہے کہ ملک میں امن و امان کی صورتحال بہتر بنانے کیلئے اقدامات کئے جا رہے ہیں اور عوام کو ریلیف فراہم کیا جائے گا۔ حکومت نے کہا ہے کہ ملک میں امن و امان کی صورتحال بہتر بنانے کیلئے اقدامات کئے جا رہے ہیں اور عوام کو ریلیف فراہم کیا جائے گا۔ حکومت نے کہا ہے کہ ملک میں امن و امان کی صورتحال بہتر بنانے کیلئے اقدامات کئے جا رہے ہیں اور عوام کو ریلیف فراہم کیا جائے گا۔ حکومت نے کہا ہے کہ ملک میں امن و امان کی صورتحال بہتر بنانے کیلئے اقدامات کئے جا رہے ہیں اور عوام کو ریلیف فراہم کیا جائے گا۔ حکومت نے کہا ہے کہ ملک میں امن و امان کی صورتحال بہتر بنانے کیلئے اقدامات کئے جا رہے ہیں اور عوام کو ریلیف فراہم کیا جائے گا۔ حکومت نے کہا ہے کہ ملک میں امن و امان کی صورتحال بہتر بنانے کیلئے اقدامات کئے جا رہے ہیں اور عوام کو ریلیف فراہم کیا جائے گا۔ حکومت نے کہا ہے کہ ملک میں امن و امان کی صورتحال بہتر بنانے کیلئے اقدامات کئے جا رہے ہیں اور عوام کو ریلیف فراہم کیا جائے گا۔ حکومت نے کہا ہے کہ ملک میں امن و امان کی صورتحال بہتر بنانے کیلئے اقدامات کئے جا رہے ہیں اور عوام کو ریلیف فراہم کیا جائے گا۔ حکومت نے کہا ہے کہ ملک میں امن و امان کی صورتحال بہتر بنانے کیلئے اقدامات کئے جا رہے ہیں اور عوام کو ریلیف فراہم کیا جائے گا۔ حکومت نے کہا ہے کہ ملک میں امن و امان کی صورتحال بہتر بنانے کیلئے اقدامات کئے جا رہے ہیں اور عوام کو ریلیف فراہم کیا جائے گا۔ حکومت نے کہا ہے کہ ملک میں امن و امان کی صورتحال بہتر بنانے کیلئے اقدامات کئے جا رہے ہیں اور عوام کو ریلیف فراہم کیا جائے گا۔ حکومت نے کہا ہے کہ ملک میں امن و امان کی صورتحال بہتر بنانے کیلئے اقدامات کئے جا رہے ہیں اور عوام کو ریلیف فراہم کیا جائے گا۔ حکومت نے کہا ہے کہ ملک میں امن و امان کی صورتحال بہتر بنانے کیلئے اقدامات کئے جا رہے ہیں اور عوام کو ریلیف فراہم کیا جائے گا۔ حکومت نے کہا ہے کہ ملک میں امن و امان کی صورتحال بہتر بنانے کیلئے اقدامات کئے جا رہے ہیں اور عوام کو ریلیف فراہم کیا جائے گا۔ (844, 1532, 956, 2237)
article-body: حکومت نے کہا ہے کہ ملک میں امن و امان کی صورتحال بہتر بنانے کیلئے اقدامات کئے جا رہے ہیں اور عوام کو ریلیف فراہم کیا جائے گا۔ حکومت نے کہا ہے کہ ملک میں امن و امان کی صورتحال بہتر بنانے کیلئے اقدامات کئے جا رہے ہیں اور عوام کو ریلیف فراہم کیا جائے گا۔ حکومت نے کہا ہے کہ ملک میں امن و امان کی صورتحال بہتر بنانے کیلئے اقدامات کئے جا رہے ہیں اور عوام کو ریلیف فراہم کیا جائے گا۔ حکومت نے کہا ہے کہ ملک میں امن و امان کی صورتحال بہتر بنانے کیلئے اقدامات کئے جا رہے ہیں اور عوام کو ریلیف فراہم کیا جائے گا۔ حکومت نے کہا ہے کہ ملک میں امن و امان کی صورتحال بہتر بنانے کیلئے اقدامات کئے جا رہے ہیں اور عوام کو ریلیف فراہم کیا جائے گا۔ حکومت نے کہا ہے کہ ملک میں امن و امان کی صورتحال بہتر بنانے کیلئے اقدامات کئے جا رہے ہیں اور عوام کو ریلیف فراہم کیا جائے گا۔ حکومت نے کہا ہے کہ ملک میں امن و امان کی صورتحال بہتر بنانے کیلئے اقدامات کئے جا رہے ہیں اور عوام کو ریلیف فراہم کیا جائے گا۔ حکومت نے کہا ہے کہ ملک میں امن و امان کی صورتحال بہتر بنانے کیلئے اقدامات کئے جا رہے ہیں اور عوام کو ریلیف فراہم کیا جائے گا۔ حکومت نے کہا ہے کہ ملک میں امن و امان کی صورتحال بہتر بنانے کیلئے اقدامات کئے جا رہے ہیں اور عوام کو ریلیف فراہم کیا جائے گا۔ (142, 42, 254, 361)
article-header (142, 710, 254, 727)
masthead-urdu: روزنامہ امت حیدرآباد ۲۸ اکتوبر ۲۰۲۴ء (752, 3, 956, 17)
article-body: حکومت نے کہا ہے کہ ملک میں امن و امان کی صورتحال بہتر بنانے کیلئے اقدامات کئے جا رہے ہیں اور عوام کو ریلیف فراہم کیا جائے گا۔ حکومت نے کہا ہے کہ ملک میں امن و امان کی صورتحال بہتر بنانے کیلئے اقدامات کئے جا رہے ہیں اور عوام کو ریلیف فراہم کیا جائے گا۔ حکومت نے کہا ہے کہ ملک میں امن و امان کی صورتحال بہتر بنانے کیلئے اقدامات کئے جا رہے ہیں اور عوام کو ریلیف فراہم کیا جائے گا۔ حکومت نے کہا ہے کہ ملک میں امن و امان کی صورتحال بہتر بنانے کیلئے اقدامات کئے جا رہے ہیں اور عوام کو ریلیف فراہم کیا جائے گا۔ حکومت نے کہا ہے کہ ملک میں امن و امان کی صورتحال بہتر بنانے کیلئے اقدامات کئے جا رہے ہیں اور عوام کو ریلیف فراہم کیا جائے گا۔ حکومت نے کہا ہے کہ ملک میں امن و امان کی صورتحال بہتر بنانے کیلئے اقدامات کئے جا رہے ہیں اور عوام کو ریلیف فراہم کیا جائے گا۔ حکومت نے کہا ہے کہ ملک میں امن و امان کی صورتحال بہتر بنانے کیلئے اقدامات کئے جا رہے ہیں اور عوام کو ریلیف فراہم کیا جائے گا۔ حکومت نے کہا ہے کہ ملک میں امن و امان کی صورتحال بہتر بنانے کیلئے اقدامات کئے جا رہے ہیں اور عوام کو ریلیف فراہم کیا جائے گا۔ حکومت نے کہا ہے کہ ملک میں امن و امان کی صورتحال بہتر بنانے کیلئے اقدامات کئے جا رہے ہیں اور عوام کو ریلیف فراہم کیا جائے گا۔ حکومت نے کہا ہے کہ ملک میں امن و امان کی صورتحال بہتر بنانے کیلئے اقدامات کئے جا رہے ہیں اور عوام کو ریلیف فراہم کیا جائے گا۔ (493, 548, 605, 905)
article-title: حماس (629, 1871, 652, 1881)
entry-number: جیسٹر 28 (320, 1467, 370, 1482)
entry-number: جیسٹر 19 (554, 2010, 604, 2025)
news-column (22, 42, 139, 2151)
news-article (727, 1892, 839, 1987)
article-title: حکومت (628, 1593, 654, 1603)
article-body: حکومت نے کہا ہے کہ ملک میں امن و امان کی صورتحال بہتر بنانے کیلئے اقدامات کئے جا رہے ہیں اور عوام کو ریلیف فراہم کیا جائے گا۔ حکومت نے کہا ہے کہ ملک میں امن و امان کی صورتحال بہتر بنانے کیلئے اقدامات کئے جا رہے ہیں اور عوام کو ریلیف فراہم کیا جائے گا۔ (727, 1911, 839, 1986)
article-title: اسرائیل (159, 1716, 186, 1726)
article-header (844, 44, 956, 61)
article-body: حکومت نے کہا ہے کہ ملک میں امن و امان کی صورتحال بہتر بنانے کیلئے اقدامات کئے جا رہے ہیں اور عوام کو ریلیف فراہم کیا جائے گا۔ حکومت نے کہا ہے کہ ملک میں امن و امان کی صورتحال بہتر بنانے کیلئے اقدامات کئے جا رہے ہیں اور عوام کو ریلیف فراہم کیا جائے گا۔ حکومت نے کہا ہے کہ ملک میں امن و امان کی صورتحال بہتر بنانے کیلئے اقدامات کئے جا رہے ہیں اور عوام کو ریلیف فراہم کیا جائے گا۔ حکومت نے کہا ہے کہ ملک میں امن و امان کی صورتحال بہتر بنانے کیلئے اقدامات کئے جا رہے ہیں اور عوام کو ریلیف فراہم کیا جائے گا۔ حکومت نے کہا ہے کہ ملک میں امن و امان کی صورتحال بہتر بنانے کیلئے اقدامات کئے جا رہے ہیں اور عوام کو ریلیف فراہم کیا جائے گا۔ حکومت نے کہا ہے کہ ملک میں امن و امان کی صورتحال بہتر بنانے کیلئے اقدامات کئے جا رہے ہیں اور عوام کو ریلیف فراہم کیا جائے گا۔ حکومت نے کہا ہے کہ ملک میں امن و امان کی صورتحال بہتر بنانے کیلئے اقدامات کئے جا رہے ہیں اور عوام کو ریلیف فراہم کیا جائے گا۔ حکومت نے کہا ہے کہ ملک میں امن و امان کی صورتحال بہتر بنانے کیلئے اقدامات کئے جا رہے ہیں اور عوام کو ریلیف فراہم کیا جائے گا۔ حکومت نے کہا ہے کہ ملک میں امن و امان کی صورتحال بہتر بنانے کیلئے اقدامات کئے جا رہے ہیں اور عوام کو ریلیف فراہم کیا جائے گا۔ حکومت نے کہا ہے کہ ملک میں امن و امان کی صورتحال بہتر بنانے کیلئے اقدامات کئے جا رہے ہیں اور عوام کو ریلیف فراہم کیا جائے گا۔ حکومت نے کہا ہے کہ ملک میں امن و امان کی صورتحال بہتر بنانے کیلئے اقدامات کئے جا رہے ہیں اور عوام کو ریلیف فراہم کیا جائے گا۔ حکومت نے کہا ہے کہ ملک میں امن و امان کی صورتحال بہتر بنانے کیلئے اقدامات کئے جا رہے ہیں اور عوام کو ریلیف فراہم کیا جائے گا۔ حکومت نے کہا ہے کہ ملک میں امن و امان کی صورتحال بہتر بنانے کیلئے اقدامات کئے جا رہے ہیں اور عوام کو ریلیف فراہم کیا جائے گا۔ حکومت نے کہا ہے کہ ملک میں امن و امان کی صورتحال بہتر بنانے کیلئے اقدامات کئے جا رہے ہیں اور عوام کو ریلیف فراہم کیا جائے گا۔ حکومت نے کہا ہے کہ ملک میں امن و امان کی صورتحال بہتر بنانے کیلئے اقدامات کئے جا رہے ہیں اور عوام کو ریلیف فراہم کیا جائے گا۔ (610, 1049, 722, 1585)
news-column (607, 42, 724, 2244)
article-title: ملاقات (278, 1192, 302, 1202)
